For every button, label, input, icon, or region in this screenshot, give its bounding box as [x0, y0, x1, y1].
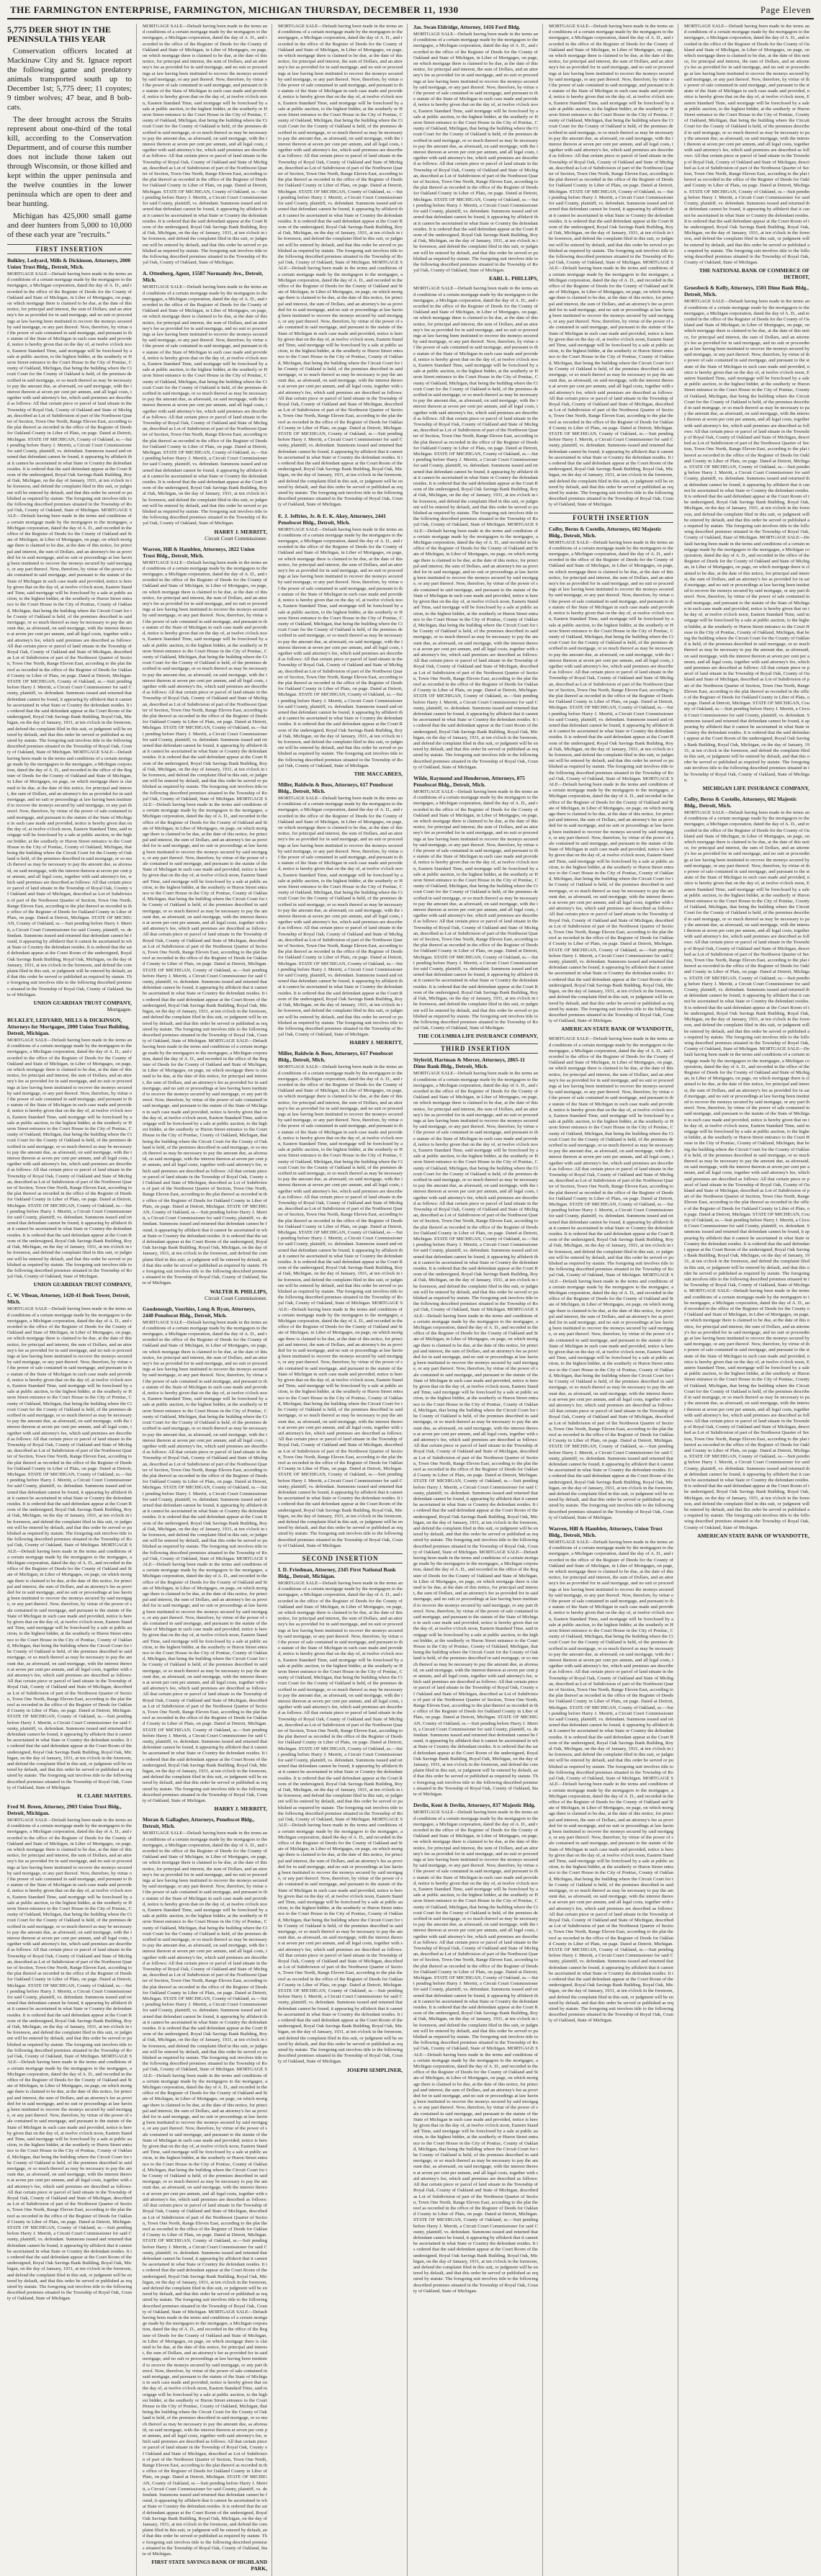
notice-signer: UNION GUARDIAN TRUST COMPANY, [33, 999, 132, 1006]
notice-body: MORTGAGE SALE—Default having been made in the terms and conditions of a certain mortgage made by the mortgagors to the mortgagee, a Michigan corporation, dated the day of A. D., and recorded in the office of the Register of Deeds for the County of Oakland and State of Michigan, in Liber of Mortgages, on page, on which mortgage there is claimed to be due, at the date of this notice, for principal and interest, the sum of Dollars, and an attorney's fee as provided for in said mortgage, and no suit or proceedings at law having been instituted to recover the moneys secured by said mortgage, or any part thereof. Now, therefore, by virtue of the power of sale contained in said mortgage, and pursuant to the statute of the State of Michigan in such case made and provided, notice is hereby given that on the day of, at twelve o'clock noon, Eastern Standard Time, said mortgage will be foreclosed by a sale at public auction, to the highest bidder, at the southerly or Huron Street entrance to the Court House in the City of Pontiac, County of Oakland, Michigan, that being the building where the Circuit Court for the County of Oakland is held, of the premises described in said mortgage, or so much thereof as may be necessary to pay the amount due, as aforesaid, on said mortgage, with the interest thereon at seven per cent per annum, and all legal costs, together with said attorney's fee, which said premises are described as follows: All that certain piece or parcel of land situate in the Township of Royal Oak, County of Oakland and State of Michigan, described as Lot of Subdivision of part of the Northwest Quarter of Section, Town One North, Range Eleven East, according to the plat thereof as recorded in the office of the Register of Deeds for Oakland County in Liber of Plats, on page. Dated at Detroit, Michigan. STATE OF MICHIGAN, County of Oakland, ss.—Suit pending before Harry J. Merritt, a Circuit Court Commissioner for said County, plaintiff, vs. defendant. Summons issued and returned that defendant cannot be found, it appearing by affidavit that it cannot be ascertained in what State or Country the defendant resides. It is ordered that the said defendant appear at the Court Room of the undersigned, Royal Oak Savings Bank Building, Royal Oak, Michigan, on the day of January, 1931, at ten o'clock in the forenoon, and defend the complaint filed in this suit, or judgment will be entered by default, and that this order be served or published as required by statute. The foregoing suit involves title to the following described premises situated in the Township of Royal Oak, County of Oakland, State of Michigan. [7, 1037, 132, 1280]
notice-signature [7, 1000, 132, 1013]
notice-signature [278, 1039, 403, 1046]
legal-notice [684, 284, 809, 791]
notice-signer: THE COLUMBIA LIFE INSURANCE COMPANY, [418, 1033, 538, 1040]
notice-attorney: Stylerid, Hartman & Mercer, Attorneys, 2865-11 Dime Bank Bldg., Detroit, Mich. [413, 1056, 525, 1070]
masthead-title: THE FARMINGTON ENTERPRISE, FARMINGTON, MICHIGAN THURSDAY, DECEMBER 11, 1930 [10, 4, 459, 15]
notice-attorney: Colby, Berns & Costello, Attorneys, 602 Majestic Bldg., Detroit, Mich. [549, 525, 662, 539]
notice-signer-role: Circuit Court Commissioner. [205, 1294, 267, 1301]
legal-notice [684, 796, 809, 1539]
notice-body: MORTGAGE SALE—Default having been made in the terms and conditions of a certain mortgage made by the mortgagors to the mortgagee, a Michigan corporation, dated the day of A. D., and recorded in the office of the Register of Deeds for the County of Oakland and State of Michigan, in Liber of Mortgages, on page, on which mortgage there is claimed to be due, at the date of this notice, for principal and interest, the sum of Dollars, and an attorney's fee as provided for in said mortgage, and no suit or proceedings at law having been instituted to recover the moneys secured by said mortgage, or any part thereof. Now, therefore, by virtue of the power of sale contained in said mortgage, and pursuant to the statute of the State of Michigan in such case made and provided, notice is hereby given that on the day of, at twelve o'clock noon, Eastern Standard Time, said mortgage will be foreclosed by a sale at public auction, to the highest bidder, at the southerly or Huron Street entrance to the Court House in the City of Pontiac, County of Oakland, Michigan, that being the building where the Circuit Court for the County of Oakland is held, of the premises described in said mortgage, or so much thereof as may be necessary to pay the amount due, as aforesaid, on said mortgage, with the interest thereon at seven per cent per annum, and all legal costs, together with said attorney's fee, which said premises are described as follows: All that certain piece or parcel of land situate in the Township of Royal Oak, County of Oakland and State of Michigan, described as Lot of Subdivision of part of the Northwest Quarter of Section, Town One North, Range Eleven East, according to the plat thereof as recorded in the office of the Register of Deeds for Oakland County in Liber of Plats, on page. Dated at Detroit, Michigan. STATE OF MICHIGAN, County of Oakland, ss.—Suit pending before Harry J. Merritt, a Circuit Court Commissioner for said County, plaintiff, vs. defendant. Summons issued and returned that defendant cannot be found, it appearing by affidavit that it cannot be ascertained in what State or Country the defendant resides. It is ordered that the said defendant appear at the Court Room of the undersigned, Royal Oak Savings Bank Building, Royal Oak, Michigan, on the day of January, 1931, at ten o'clock in the forenoon, and defend the complaint filed in this suit, or judgment will be entered by default, and that this order be served or published as required by statute. The foregoing suit involves title to the following described premises situated in the Township of Royal Oak, County of Oakland, State of Michigan. MORTGAGE SALE—Default having been made in the terms and conditions of a certain mortgage made by the mortgagors to the mortgagee, a Michigan corporation, dated the day of A. D., and recorded in the office of the Register of Deeds for the County of Oakland and State of Michigan, in Liber of Mortgages, on page, on which mortgage there is claimed to be due, at the date of this notice, for principal and interest, the sum of Dollars, and an attorney's fee as provided for in said mortgage, and no suit or proceedings at law having been instituted to recover the moneys secured by said mortgage, or any part thereof. Now, therefore, by virtue of the power of sale contained in said mortgage, and pursuant to the statute of the State of Michigan in such case made and provided, notice is hereby given that on the day of, at twelve o'clock noon, Eastern Standard Time, said mortgage will be foreclosed by a sale at public auction, to the highest bidder, at the southerly or Huron Street entrance to the Court House in the City of Pontiac, County of Oakland, Michigan, that being the building where the Circuit Court for the County of Oakland is held, of the premises described in said mortgage, or so much thereof as may be necessary to pay the amount due, as aforesaid, on said mortgage, with the interest thereon at seven per cent per annum, and all legal costs, together with said attorney's fee, which said premises are described as follows: All that certain piece or parcel of land situate in the Township of Royal Oak, County of Oakland and State of Michigan, described as Lot of Subdivision of part of the Northwest Quarter of Section, Town One North, Range Eleven East, according to the plat thereof as recorded in the office of the Register of Deeds for Oakland County in Liber of Plats, on page. Dated at Detroit, Michigan. STATE OF MICHIGAN, County of Oakland, ss.—Suit pending before Harry J. Merritt, a Circuit Court Commissioner for said County, plaintiff, vs. defendant. Summons issued and returned that defendant cannot be found, it appearing by affidavit that it cannot be ascertained in what State or Country the defendant resides. It is ordered that the said defendant appear at the Court Room of the undersigned, Royal Oak Savings Bank Building, Royal Oak, Michigan, on the day of January, 1931, at ten o'clock in the forenoon, and defend the complaint filed in this suit, or judgment will be entered by default, and that this order be served or published as required by statute. The foregoing suit involves title to the following described premises situated in the Township of Royal Oak, County of Oakland, State of Michigan. [413, 286, 538, 770]
legal-notice [413, 286, 538, 771]
notice-body: MORTGAGE SALE—Default having been made in the terms and conditions of a certain mortgage made by the mortgagors to the mortgagee, a Michigan corporation, dated the day of A. D., and recorded in the office of the Register of Deeds for the County of Oakland and State of Michigan, in Liber of Mortgages, on page, on which mortgage there is claimed to be due, at the date of this notice, for principal and interest, the sum of Dollars, and an attorney's fee as provided for in said mortgage, and no suit or proceedings at law having been instituted to recover the moneys secured by said mortgage, or any part thereof. Now, therefore, by virtue of the power of sale contained in said mortgage, and pursuant to the statute of the State of Michigan in such case made and provided, notice is hereby given that on the day of, at twelve o'clock noon, Eastern Standard Time, said mortgage will be foreclosed by a sale at public auction, to the highest bidder, at the southerly or Huron Street entrance to the Court House in the City of Pontiac, County of Oakland, Michigan, that being the building where the Circuit Court for the County of Oakland is held, of the premises described in said mortgage, or so much thereof as may be necessary to pay the amount due, as aforesaid, on said mortgage, with the interest thereon at seven per cent per annum, and all legal costs, together with said attorney's fee, which said premises are described as follows: All that certain piece or parcel of land situate in the Township of Royal Oak, County of Oakland and State of Michigan, described as Lot of Subdivision of part of the Northwest Quarter of Section, Town One North, Range Eleven East, according to the plat thereof as recorded in the office of the Register of Deeds for Oakland County in Liber of Plats, on page. Dated at Detroit, Michigan. STATE OF MICHIGAN, County of Oakland, ss.—Suit pending before Harry J. Merritt, a Circuit Court Commissioner for said County, plaintiff, vs. defendant. Summons issued and returned that defendant cannot be found, it appearing by affidavit that it cannot be ascertained in what State or Country the defendant resides. It is ordered that the said defendant appear at the Court Room of the undersigned, Royal Oak Savings Bank Building, Royal Oak, Michigan, on the day of January, 1931, at ten o'clock in the forenoon, and defend the complaint filed in this suit, or judgment will be entered by default, and that this order be served or published as required by statute. The foregoing suit involves title to the following described premises situated in the Township of Royal Oak, County of Oakland, State of Michigan. [143, 24, 267, 266]
section-first-insertion: FIRST INSERTION [7, 244, 132, 254]
notice-attorney: Jas. Swan Eldridge, Attorney, 1416 Ford Bldg. [413, 24, 521, 30]
notice-body: MORTGAGE SALE—Default having been made in the terms and conditions of a certain mortgage made by the mortgagors to the mortgagee, a Michigan corporation, dated the day of A. D., and recorded in the office of the Register of Deeds for the County of Oakland and State of Michigan, in Liber of Mortgages, on page, on which mortgage there is claimed to be due, at the date of this notice, for principal and interest, the sum of Dollars, and an attorney's fee as provided for in said mortgage, and no suit or proceedings at law having been instituted to recover the moneys secured by said mortgage, or any part thereof. Now, therefore, by virtue of the power of sale contained in said mortgage, and pursuant to the statute of the State of Michigan in such case made and provided, notice is hereby given that on the day of, at twelve o'clock noon, Eastern Standard Time, said mortgage will be foreclosed by a sale at public auction, to the highest bidder, at the southerly or Huron Street entrance to the Court House in the City of Pontiac, County of Oakland, Michigan, that being the building where the Circuit Court for the County of Oakland is held, of the premises described in said mortgage, or so much thereof as may be necessary to pay the amount due, as aforesaid, on said mortgage, with the interest thereon at seven per cent per annum, and all legal costs, together with said attorney's fee, which said premises are described as follows: All that certain piece or parcel of land situate in the Township of Royal Oak, County of Oakland and State of Michigan, described as Lot of Subdivision of part of the Northwest Quarter of Section, Town One North, Range Eleven East, according to the plat thereof as recorded in the office of the Register of Deeds for Oakland County in Liber of Plats, on page. Dated at Detroit, Michigan. STATE OF MICHIGAN, County of Oakland, ss.—Suit pending before Harry J. Merritt, a Circuit Court Commissioner for said County, plaintiff, vs. defendant. Summons issued and returned that defendant cannot be found, it appearing by affidavit that it cannot be ascertained in what State or Country the defendant resides. It is ordered that the said defendant appear at the Court Room of the undersigned, Royal Oak Savings Bank Building, Royal Oak, Michigan, on the day of January, 1931, at ten o'clock in the forenoon, and defend the complaint filed in this suit, or judgment will be entered by default, and that this order be served or published as required by statute. The foregoing suit involves title to the following described premises situated in the Township of Royal Oak, County of Oakland, State of Michigan. MORTGAGE SALE—Default having been made in the terms and conditions of a certain mortgage made by the mortgagors to the mortgagee, a Michigan corporation, dated the day of A. D., and recorded in the office of the Register of Deeds for the County of Oakland and State of Michigan, in Liber of Mortgages, on page, on which mortgage there is claimed to be due, at the date of this notice, for principal and interest, the sum of Dollars, and an attorney's fee as provided for in said mortgage, and no suit or proceedings at law having been instituted to recover the moneys secured by said mortgage, or any part thereof. Now, therefore, by virtue of the power of sale contained in said mortgage, and pursuant to the statute of the State of Michigan in such case made and provided, notice is hereby given that on the day of, at twelve o'clock noon, Eastern Standard Time, said mortgage will be foreclosed by a sale at public auction, to the highest bidder, at the southerly or Huron Street entrance to the Court House in the City of Pontiac, County of Oakland, Michigan, that being the building where the Circuit Court for the County of Oakland is held, of the premises described in said mortgage, or so much thereof as may be necessary to pay the amount due, as aforesaid, on said mortgage, with the interest thereon at seven per cent per annum, and all legal costs, together with said attorney's fee, which said premises are described as follows: All that certain piece or parcel of land situate in the Township of Royal Oak, County of Oakland and State of Michigan, described as Lot of Subdivision of part of the Northwest Quarter of Section, Town One North, Range Eleven East, according to the plat thereof as recorded in the office of the Register of Deeds for Oakland County in Liber of Plats, on page. Dated at Detroit, Michigan. STATE OF MICHIGAN, County of Oakland, ss.—Suit pending before Harry J. Merritt, a Circuit Court Commissioner for said County, plaintiff, vs. defendant. Summons issued and returned that defendant cannot be found, it appearing by affidavit that it cannot be ascertained in what State or Country the defendant resides. It is ordered that the said defendant appear at the Court Room of the undersigned, Royal Oak Savings Bank Building, Royal Oak, Michigan, on the day of January, 1931, at ten o'clock in the forenoon, and defend the complaint filed in this suit, or judgment will be entered by default, and that this order be served or published as required by statute. The foregoing suit involves title to the following described premises situated in the Township of Royal Oak, County of Oakland, State of Michigan. MORTGAGE SALE—Default having been made in the terms and conditions of a certain mortgage made by the mortgagors to the mortgagee, a Michigan corporation, dated the day of A. D., and recorded in the office of the Register of Deeds for the County of Oakland and State of Michigan, in Liber of Mortgages, on page, on which mortgage there is claimed to be due, at the date of this notice, for principal and interest, the sum of Dollars, and an attorney's fee as provided for in said mortgage, and no suit or proceedings at law having been instituted to recover the moneys secured by said mortgage, or any part thereof. Now, therefore, by virtue of the power of sale contained in said mortgage, and pursuant to the statute of the State of Michigan in such case made and provided, notice is hereby given that on the day of, at twelve o'clock noon, Eastern Standard Time, said mortgage will be foreclosed by a sale at public auction, to the highest bidder, at the southerly or Huron Street entrance to the Court House in the City of Pontiac, County of Oakland, Michigan, that being the building where the Circuit Court for the County of Oakland is held, of the premises described in said mortgage, or so much thereof as may be necessary to pay the amount due, as aforesaid, on said mortgage, with the interest thereon at seven per cent per annum, and all legal costs, together with said attorney's fee, which said premises are described as follows: All that certain piece or parcel of land situate in the Township of Royal Oak, County of Oakland and State of Michigan, described as Lot of Subdivision of part of the Northwest Quarter of Section, Town One North, Range Eleven East, according to the plat thereof as recorded in the office of the Register of Deeds for Oakland County in Liber of Plats, on page. Dated at Detroit, Michigan. STATE OF MICHIGAN, County of Oakland, ss.—Suit pending before Harry J. Merritt, a Circuit Court Commissioner for said County, plaintiff, vs. defendant. Summons issued and returned that defendant cannot be found, it appearing by affidavit that it cannot be ascertained in what State or Country the defendant resides. It is ordered that the said defendant appear at the Court Room of the undersigned, Royal Oak Savings Bank Building, Royal Oak, Michigan, on the day of January, 1931, at ten o'clock in the forenoon, and defend the complaint filed in this suit, or judgment will be entered by default, and that this order be served or published as required by statute. The foregoing suit involves title to the following described premises situated in the Township of Royal Oak, County of Oakland, State of Michigan. [413, 1071, 538, 1798]
notice-signature [143, 529, 267, 542]
legal-notice [278, 781, 403, 1046]
legal-notice [549, 1036, 673, 1521]
notice-body: MORTGAGE SALE—Default having been made in the terms and conditions of a certain mortgage made by the mortgagors to the mortgagee, a Michigan corporation, dated the day of A. D., and recorded in the office of the Register of Deeds for the County of Oakland and State of Michigan, in Liber of Mortgages, on page, on which mortgage there is claimed to be due, at the date of this notice, for principal and interest, the sum of Dollars, and an attorney's fee as provided for in said mortgage, and no suit or proceedings at law having been instituted to recover the moneys secured by said mortgage, or any part thereof. Now, therefore, by virtue of the power of sale contained in said mortgage, and pursuant to the statute of the State of Michigan in such case made and provided, notice is hereby given that on the day of, at twelve o'clock noon, Eastern Standard Time, said mortgage will be foreclosed by a sale at public auction, to the highest bidder, at the southerly or Huron Street entrance to the Court House in the City of Pontiac, County of Oakland, Michigan, that being the building where the Circuit Court for the County of Oakland is held, of the premises described in said mortgage, or so much thereof as may be necessary to pay the amount due, as aforesaid, on said mortgage, with the interest thereon at seven per cent per annum, and all legal costs, together with said attorney's fee, which said premises are described as follows: All that certain piece or parcel of land situate in the Township of Royal Oak, County of Oakland and State of Michigan, described as Lot of Subdivision of part of the Northwest Quarter of Section, Town One North, Range Eleven East, according to the plat thereof as recorded in the office of the Register of Deeds for Oakland County in Liber of Plats, on page. Dated at Detroit, Michigan. STATE OF MICHIGAN, County of Oakland, ss.—Suit pending before Harry J. Merritt, a Circuit Court Commissioner for said County, plaintiff, vs. defendant. Summons issued and returned that defendant cannot be found, it appearing by affidavit that it cannot be ascertained in what State or Country the defendant resides. It is ordered that the said defendant appear at the Court Room of the undersigned, Royal Oak Savings Bank Building, Royal Oak, Michigan, on the day of January, 1931, at ten o'clock in the forenoon, and defend the complaint filed in this suit, or judgment will be entered by default, and that this order be served or published as required by statute. The foregoing suit involves title to the following described premises situated in the Township of Royal Oak, County of Oakland, State of Michigan. MORTGAGE SALE—Default having been made in the terms and conditions of a certain mortgage made by the mortgagors to the mortgagee, a Michigan corporation, dated the day of A. D., and recorded in the office of the Register of Deeds for the County of Oakland and State of Michigan, in Liber of Mortgages, on page, on which mortgage there is claimed to be due, at the date of this notice, for principal and interest, the sum of Dollars, and an attorney's fee as provided for in said mortgage, and no suit or proceedings at law having been instituted to recover the moneys secured by said mortgage, or any part thereof. Now, therefore, by virtue of the power of sale contained in said mortgage, and pursuant to the statute of the State of Michigan in such case made and provided, notice is hereby given that on the day of, at twelve o'clock noon, Eastern Standard Time, said mortgage will be foreclosed by a sale at public auction, to the highest bidder, at the southerly or Huron Street entrance to the Court House in the City of Pontiac, County of Oakland, Michigan, that being the building where the Circuit Court for the County of Oakland is held, of the premises described in said mortgage, or so much thereof as may be necessary to pay the amount due, as aforesaid, on said mortgage, with the interest thereon at seven per cent per annum, and all legal costs, together with said attorney's fee, which said premises are described as follows: All that certain piece or parcel of land situate in the Township of Royal Oak, County of Oakland and State of Michigan, described as Lot of Subdivision of part of the Northwest Quarter of Section, Town One North, Range Eleven East, according to the plat thereof as recorded in the office of the Register of Deeds for Oakland County in Liber of Plats, on page. Dated at Detroit, Michigan. STATE OF MICHIGAN, County of Oakland, ss.—Suit pending before Harry J. Merritt, a Circuit Court Commissioner for said County, plaintiff, vs. defendant. Summons issued and returned that defendant cannot be found, it appearing by affidavit that it cannot be ascertained in what State or Country the defendant resides. It is ordered that the said defendant appear at the Court Room of the undersigned, Royal Oak Savings Bank Building, Royal Oak, Michigan, on the day of January, 1931, at ten o'clock in the forenoon, and defend the complaint filed in this suit, or judgment will be entered by default, and that this order be served or published as required by statute. The foregoing suit involves title to the following described premises situated in the Township of Royal Oak, County of Oakland, State of Michigan. [278, 1580, 403, 2065]
notice-signature [7, 1792, 132, 1799]
notice-body: MORTGAGE SALE—Default having been made in the terms and conditions of a certain mortgage made by the mortgagors to the mortgagee, a Michigan corporation, dated the day of A. D., and recorded in the office of the Register of Deeds for the County of Oakland and State of Michigan, in Liber of Mortgages, on page, on which mortgage there is claimed to be due, at the date of this notice, for principal and interest, the sum of Dollars, and an attorney's fee as provided for in said mortgage, and no suit or proceedings at law having been instituted to recover the moneys secured by said mortgage, or any part thereof. Now, therefore, by virtue of the power of sale contained in said mortgage, and pursuant to the statute of the State of Michigan in such case made and provided, notice is hereby given that on the day of, at twelve o'clock noon, Eastern Standard Time, said mortgage will be foreclosed by a sale at public auction, to the highest bidder, at the southerly or Huron Street entrance to the Court House in the City of Pontiac, County of Oakland, Michigan, that being the building where the Circuit Court for the County of Oakland is held, of the premises described in said mortgage, or so much thereof as may be necessary to pay the amount due, as aforesaid, on said mortgage, with the interest thereon at seven per cent per annum, and all legal costs, together with said attorney's fee, which said premises are described as follows: All that certain piece or parcel of land situate in the Township of Royal Oak, County of Oakland and State of Michigan, described as Lot of Subdivision of part of the Northwest Quarter of Section, Town One North, Range Eleven East, according to the plat thereof as recorded in the office of the Register of Deeds for Oakland County in Liber of Plats, on page. Dated at Detroit, Michigan. STATE OF MICHIGAN, County of Oakland, ss.—Suit pending before Harry J. Merritt, a Circuit Court Commissioner for said County, plaintiff, vs. defendant. Summons issued and returned that defendant cannot be found, it appearing by affidavit that it cannot be ascertained in what State or Country the defendant resides. It is ordered that the said defendant appear at the Court Room of the undersigned, Royal Oak Savings Bank Building, Royal Oak, Michigan, on the day of January, 1931, at ten o'clock in the forenoon, and defend the complaint filed in this suit, or judgment will be entered by default, and that this order be served or published as required by statute. The foregoing suit involves title to the following described premises situated in the Township of Royal Oak, County of Oakland, State of Michigan. MORTGAGE SALE—Default having been made in the terms and conditions of a certain mortgage made by the mortgagors to the mortgagee, a Michigan corporation, dated the day of A. D., and recorded in the office of the Register of Deeds for the County of Oakland and State of Michigan, in Liber of Mortgages, on page, on which mortgage there is claimed to be due, at the date of this notice, for principal and interest, the sum of Dollars, and an attorney's fee as provided for in said mortgage, and no suit or proceedings at law having been instituted to recover the moneys secured by said mortgage, or any part thereof. Now, therefore, by virtue of the power of sale contained in said mortgage, and pursuant to the statute of the State of Michigan in such case made and provided, notice is hereby given that on the day of, at twelve o'clock noon, Eastern Standard Time, said mortgage will be foreclosed by a sale at public auction, to the highest bidder, at the southerly or Huron Street entrance to the Court House in the City of Pontiac, County of Oakland, Michigan, that being the building where the Circuit Court for the County of Oakland is held, of the premises described in said mortgage, or so much thereof as may be necessary to pay the amount due, as aforesaid, on said mortgage, with the interest thereon at seven per cent per annum, and all legal costs, together with said attorney's fee, which said premises are described as follows: All that certain piece or parcel of land situate in the Township of Royal Oak, County of Oakland and State of Michigan, described as Lot of Subdivision of part of the Northwest Quarter of Section, Town One North, Range Eleven East, according to the plat thereof as recorded in the office of the Register of Deeds for Oakland County in Liber of Plats, on page. Dated at Detroit, Michigan. STATE OF MICHIGAN, County of Oakland, ss.—Suit pending before Harry J. Merritt, a Circuit Court Commissioner for said County, plaintiff, vs. defendant. Summons issued and returned that defendant cannot be found, it appearing by affidavit that it cannot be ascertained in what State or Country the defendant resides. It is ordered that the said defendant appear at the Court Room of the undersigned, Royal Oak Savings Bank Building, Royal Oak, Michigan, on the day of January, 1931, at ten o'clock in the forenoon, and defend the complaint filed in this suit, or judgment will be entered by default, and that this order be served or published as required by statute. The foregoing suit involves title to the following described premises situated in the Township of Royal Oak, County of Oakland, State of Michigan. MORTGAGE SALE—Default having been made in the terms and conditions of a certain mortgage made by the mortgagors to the mortgagee, a Michigan corporation, dated the day of A. D., and recorded in the office of the Register of Deeds for the County of Oakland and State of Michigan, in Liber of Mortgages, on page, on which mortgage there is claimed to be due, at the date of this notice, for principal and interest, the sum of Dollars, and an attorney's fee as provided for in said mortgage, and no suit or proceedings at law having been instituted to recover the moneys secured by said mortgage, or any part thereof. Now, therefore, by virtue of the power of sale contained in said mortgage, and pursuant to the statute of the State of Michigan in such case made and provided, notice is hereby given that on the day of, at twelve o'clock noon, Eastern Standard Time, said mortgage will be foreclosed by a sale at public auction, to the highest bidder, at the southerly or Huron Street entrance to the Court House in the City of Pontiac, County of Oakland, Michigan, that being the building where the Circuit Court for the County of Oakland is held, of the premises described in said mortgage, or so much thereof as may be necessary to pay the amount due, as aforesaid, on said mortgage, with the interest thereon at seven per cent per annum, and all legal costs, together with said attorney's fee, which said premises are described as follows: All that certain piece or parcel of land situate in the Township of Royal Oak, County of Oakland and State of Michigan, described as Lot of Subdivision of part of the Northwest Quarter of Section, Town One North, Range Eleven East, according to the plat thereof as recorded in the office of the Register of Deeds for Oakland County in Liber of Plats, on page. Dated at Detroit, Michigan. STATE OF MICHIGAN, County of Oakland, ss.—Suit pending before Harry J. Merritt, a Circuit Court Commissioner for said County, plaintiff, vs. defendant. Summons issued and returned that defendant cannot be found, it appearing by affidavit that it cannot be ascertained in what State or Country the defendant resides. It is ordered that the said defendant appear at the Court Room of the undersigned, Royal Oak Savings Bank Building, Royal Oak, Michigan, on the day of January, 1931, at ten o'clock in the forenoon, and defend the complaint filed in this suit, or judgment will be entered by default, and that this order be served or published as required by statute. The foregoing suit involves title to the following described premises situated in the Township of Royal Oak, County of Oakland, State of Michigan. [7, 271, 132, 997]
section-fourth-insertion: FOURTH INSERTION [549, 513, 673, 523]
notice-attorney: Fred M. Breen, Attorney, 2903 Union Trust Bldg., Detroit, Michigan. [7, 1803, 122, 1816]
legal-notice [278, 24, 403, 508]
notice-signer: HARRY J. MERRITT, [214, 1805, 267, 1813]
notice-body: MORTGAGE SALE—Default having been made in the terms and conditions of a certain mortgage made by the mortgagors to the mortgagee, a Michigan corporation, dated the day of A. D., and recorded in the office of the Register of Deeds for the County of Oakland and State of Michigan, in Liber of Mortgages, on page, on which mortgage there is claimed to be due, at the date of this notice, for principal and interest, the sum of Dollars, and an attorney's fee as provided for in said mortgage, and no suit or proceedings at law having been instituted to recover the moneys secured by said mortgage, or any part thereof. Now, therefore, by virtue of the power of sale contained in said mortgage, and pursuant to the statute of the State of Michigan in such case made and provided, notice is hereby given that on the day of, at twelve o'clock noon, Eastern Standard Time, said mortgage will be foreclosed by a sale at public auction, to the highest bidder, at the southerly or Huron Street entrance to the Court House in the City of Pontiac, County of Oakland, Michigan, that being the building where the Circuit Court for the County of Oakland is held, of the premises described in said mortgage, or so much thereof as may be necessary to pay the amount due, as aforesaid, on said mortgage, with the interest thereon at seven per cent per annum, and all legal costs, together with said attorney's fee, which said premises are described as follows: All that certain piece or parcel of land situate in the Township of Royal Oak, County of Oakland and State of Michigan, described as Lot of Subdivision of part of the Northwest Quarter of Section, Town One North, Range Eleven East, according to the plat thereof as recorded in the office of the Register of Deeds for Oakland County in Liber of Plats, on page. Dated at Detroit, Michigan. STATE OF MICHIGAN, County of Oakland, ss.—Suit pending before Harry J. Merritt, a Circuit Court Commissioner for said County, plaintiff, vs. defendant. Summons issued and returned that defendant cannot be found, it appearing by affidavit that it cannot be ascertained in what State or Country the defendant resides. It is ordered that the said defendant appear at the Court Room of the undersigned, Royal Oak Savings Bank Building, Royal Oak, Michigan, on the day of January, 1931, at ten o'clock in the forenoon, and defend the complaint filed in this suit, or judgment will be entered by default, and that this order be served or published as required by statute. The foregoing suit involves title to the following described premises situated in the Township of Royal Oak, County of Oakland, State of Michigan. [278, 795, 403, 1038]
notice-body: MORTGAGE SALE—Default having been made in the terms and conditions of a certain mortgage made by the mortgagors to the mortgagee, a Michigan corporation, dated the day of A. D., and recorded in the office of the Register of Deeds for the County of Oakland and State of Michigan, in Liber of Mortgages, on page, on which mortgage there is claimed to be due, at the date of this notice, for principal and interest, the sum of Dollars, and an attorney's fee as provided for in said mortgage, and no suit or proceedings at law having been instituted to recover the moneys secured by said mortgage, or any part thereof. Now, therefore, by virtue of the power of sale contained in said mortgage, and pursuant to the statute of the State of Michigan in such case made and provided, notice is hereby given that on the day of, at twelve o'clock noon, Eastern Standard Time, said mortgage will be foreclosed by a sale at public auction, to the highest bidder, at the southerly or Huron Street entrance to the Court House in the City of Pontiac, County of Oakland, Michigan, that being the building where the Circuit Court for the County of Oakland is held, of the premises described in said mortgage, or so much thereof as may be necessary to pay the amount due, as aforesaid, on said mortgage, with the interest thereon at seven per cent per annum, and all legal costs, together with said attorney's fee, which said premises are described as follows: All that certain piece or parcel of land situate in the Township of Royal Oak, County of Oakland and State of Michigan, described as Lot of Subdivision of part of the Northwest Quarter of Section, Town One North, Range Eleven East, according to the plat thereof as recorded in the office of the Register of Deeds for Oakland County in Liber of Plats, on page. Dated at Detroit, Michigan. STATE OF MICHIGAN, County of Oakland, ss.—Suit pending before Harry J. Merritt, a Circuit Court Commissioner for said County, plaintiff, vs. defendant. Summons issued and returned that defendant cannot be found, it appearing by affidavit that it cannot be ascertained in what State or Country the defendant resides. It is ordered that the said defendant appear at the Court Room of the undersigned, Royal Oak Savings Bank Building, Royal Oak, Michigan, on the day of January, 1931, at ten o'clock in the forenoon, and defend the complaint filed in this suit, or judgment will be entered by default, and that this order be served or published as required by statute. The foregoing suit involves title to the following described premises situated in the Township of Royal Oak, County of Oakland, State of Michigan. MORTGAGE SALE—Default having been made in the terms and conditions of a certain mortgage made by the mortgagors to the mortgagee, a Michigan corporation, dated the day of A. D., and recorded in the office of the Register of Deeds for the County of Oakland and State of Michigan, in Liber of Mortgages, on page, on which mortgage there is claimed to be due, at the date of this notice, for principal and interest, the sum of Dollars, and an attorney's fee as provided for in said mortgage, and no suit or proceedings at law having been instituted to recover the moneys secured by said mortgage, or any part thereof. Now, therefore, by virtue of the power of sale contained in said mortgage, and pursuant to the statute of the State of Michigan in such case made and provided, notice is hereby given that on the day of, at twelve o'clock noon, Eastern Standard Time, said mortgage will be foreclosed by a sale at public auction, to the highest bidder, at the southerly or Huron Street entrance to the Court House in the City of Pontiac, County of Oakland, Michigan, that being the building where the Circuit Court for the County of Oakland is held, of the premises described in said mortgage, or so much thereof as may be necessary to pay the amount due, as aforesaid, on said mortgage, with the interest thereon at seven per cent per annum, and all legal costs, together with said attorney's fee, which said premises are described as follows: All that certain piece or parcel of land situate in the Township of Royal Oak, County of Oakland and State of Michigan, described as Lot of Subdivision of part of the Northwest Quarter of Section, Town One North, Range Eleven East, according to the plat thereof as recorded in the office of the Register of Deeds for Oakland County in Liber of Plats, on page. Dated at Detroit, Michigan. STATE OF MICHIGAN, County of Oakland, ss.—Suit pending before Harry J. Merritt, a Circuit Court Commissioner for said County, plaintiff, vs. defendant. Summons issued and returned that defendant cannot be found, it appearing by affidavit that it cannot be ascertained in what State or Country the defendant resides. It is ordered that the said defendant appear at the Court Room of the undersigned, Royal Oak Savings Bank Building, Royal Oak, Michigan, on the day of January, 1931, at ten o'clock in the forenoon, and defend the complaint filed in this suit, or judgment will be entered by default, and that this order be served or published as required by statute. The foregoing suit involves title to the following described premises situated in the Township of Royal Oak, County of Oakland, State of Michigan. [7, 1306, 132, 1790]
legal-notice [413, 1802, 538, 2294]
legal-notice [7, 1292, 132, 1799]
notice-signer: WALTER B. PHILLIPS, [210, 1288, 267, 1295]
notice-signer: FIRST STATE SAVINGS BANK OF HIGHLAND PARK, [151, 2559, 267, 2572]
notice-signature [684, 1532, 809, 1539]
notice-body: MORTGAGE SALE—Default having been made in the terms and conditions of a certain mortgage made by the mortgagors to the mortgagee, a Michigan corporation, dated the day of A. D., and recorded in the office of the Register of Deeds for the County of Oakland and State of Michigan, in Liber of Mortgages, on page, on which mortgage there is claimed to be due, at the date of this notice, for principal and interest, the sum of Dollars, and an attorney's fee as provided for in said mortgage, and no suit or proceedings at law having been instituted to recover the moneys secured by said mortgage, or any part thereof. Now, therefore, by virtue of the power of sale contained in said mortgage, and pursuant to the statute of the State of Michigan in such case made and provided, notice is hereby given that on the day of, at twelve o'clock noon, Eastern Standard Time, said mortgage will be foreclosed by a sale at public auction, to the highest bidder, at the southerly or Huron Street entrance to the Court House in the City of Pontiac, County of Oakland, Michigan, that being the building where the Circuit Court for the County of Oakland is held, of the premises described in said mortgage, or so much thereof as may be necessary to pay the amount due, as aforesaid, on said mortgage, with the interest thereon at seven per cent per annum, and all legal costs, together with said attorney's fee, which said premises are described as follows: All that certain piece or parcel of land situate in the Township of Royal Oak, County of Oakland and State of Michigan, described as Lot of Subdivision of part of the Northwest Quarter of Section, Town One North, Range Eleven East, according to the plat thereof as recorded in the office of the Register of Deeds for Oakland County in Liber of Plats, on page. Dated at Detroit, Michigan. STATE OF MICHIGAN, County of Oakland, ss.—Suit pending before Harry J. Merritt, a Circuit Court Commissioner for said County, plaintiff, vs. defendant. Summons issued and returned that defendant cannot be found, it appearing by affidavit that it cannot be ascertained in what State or Country the defendant resides. It is ordered that the said defendant appear at the Court Room of the undersigned, Royal Oak Savings Bank Building, Royal Oak, Michigan, on the day of January, 1931, at ten o'clock in the forenoon, and defend the complaint filed in this suit, or judgment will be entered by default, and that this order be served or published as required by statute. The foregoing suit involves title to the following described premises situated in the Township of Royal Oak, County of Oakland, State of Michigan. MORTGAGE SALE—Default having been made in the terms and conditions of a certain mortgage made by the mortgagors to the mortgagee, a Michigan corporation, dated the day of A. D., and recorded in the office of the Register of Deeds for the County of Oakland and State of Michigan, in Liber of Mortgages, on page, on which mortgage there is claimed to be due, at the date of this notice, for principal and interest, the sum of Dollars, and an attorney's fee as provided for in said mortgage, and no suit or proceedings at law having been instituted to recover the moneys secured by said mortgage, or any part thereof. Now, therefore, by virtue of the power of sale contained in said mortgage, and pursuant to the statute of the State of Michigan in such case made and provided, notice is hereby given that on the day of, at twelve o'clock noon, Eastern Standard Time, said mortgage will be foreclosed by a sale at public auction, to the highest bidder, at the southerly or Huron Street entrance to the Court House in the City of Pontiac, County of Oakland, Michigan, that being the building where the Circuit Court for the County of Oakland is held, of the premises described in said mortgage, or so much thereof as may be necessary to pay the amount due, as aforesaid, on said mortgage, with the interest thereon at seven per cent per annum, and all legal costs, together with said attorney's fee, which said premises are described as follows: All that certain piece or parcel of land situate in the Township of Royal Oak, County of Oakland and State of Michigan, described as Lot of Subdivision of part of the Northwest Quarter of Section, Town One North, Range Eleven East, according to the plat thereof as recorded in the office of the Register of Deeds for Oakland County in Liber of Plats, on page. Dated at Detroit, Michigan. STATE OF MICHIGAN, County of Oakland, ss.—Suit pending before Harry J. Merritt, a Circuit Court Commissioner for said County, plaintiff, vs. defendant. Summons issued and returned that defendant cannot be found, it appearing by affidavit that it cannot be ascertained in what State or Country the defendant resides. It is ordered that the said defendant appear at the Court Room of the undersigned, Royal Oak Savings Bank Building, Royal Oak, Michigan, on the day of January, 1931, at ten o'clock in the forenoon, and defend the complaint filed in this suit, or judgment will be entered by default, and that this order be served or published as required by statute. The foregoing suit involves title to the following described premises situated in the Township of Royal Oak, County of Oakland, State of Michigan. MORTGAGE SALE—Default having been made in the terms and conditions of a certain mortgage made by the mortgagors to the mortgagee, a Michigan corporation, dated the day of A. D., and recorded in the office of the Register of Deeds for the County of Oakland and State of Michigan, in Liber of Mortgages, on page, on which mortgage there is claimed to be due, at the date of this notice, for principal and interest, the sum of Dollars, and an attorney's fee as provided for in said mortgage, and no suit or proceedings at law having been instituted to recover the moneys secured by said mortgage, or any part thereof. Now, therefore, by virtue of the power of sale contained in said mortgage, and pursuant to the statute of the State of Michigan in such case made and provided, notice is hereby given that on the day of, at twelve o'clock noon, Eastern Standard Time, said mortgage will be foreclosed by a sale at public auction, to the highest bidder, at the southerly or Huron Street entrance to the Court House in the City of Pontiac, County of Oakland, Michigan, that being the building where the Circuit Court for the County of Oakland is held, of the premises described in said mortgage, or so much thereof as may be necessary to pay the amount due, as aforesaid, on said mortgage, with the interest thereon at seven per cent per annum, and all legal costs, together with said attorney's fee, which said premises are described as follows: All that certain piece or parcel of land situate in the Township of Royal Oak, County of Oakland and State of Michigan, described as Lot of Subdivision of part of the Northwest Quarter of Section, Town One North, Range Eleven East, according to the plat thereof as recorded in the office of the Register of Deeds for Oakland County in Liber of Plats, on page. Dated at Detroit, Michigan. STATE OF MICHIGAN, County of Oakland, ss.—Suit pending before Harry J. Merritt, a Circuit Court Commissioner for said County, plaintiff, vs. defendant. Summons issued and returned that defendant cannot be found, it appearing by affidavit that it cannot be ascertained in what State or Country the defendant resides. It is ordered that the said defendant appear at the Court Room of the undersigned, Royal Oak Savings Bank Building, Royal Oak, Michigan, on the day of January, 1931, at ten o'clock in the forenoon, and defend the complaint filed in this suit, or judgment will be entered by default, and that this order be served or published as required by statute. The foregoing suit involves title to the following described premises situated in the Township of Royal Oak, County of Oakland, State of Michigan. [143, 560, 267, 1286]
notice-body: MORTGAGE SALE—Default having been made in the terms and conditions of a certain mortgage made by the mortgagors to the mortgagee, a Michigan corporation, dated the day of A. D., and recorded in the office of the Register of Deeds for the County of Oakland and State of Michigan, in Liber of Mortgages, on page, on which mortgage there is claimed to be due, at the date of this notice, for principal and interest, the sum of Dollars, and an attorney's fee as provided for in said mortgage, and no suit or proceedings at law having been instituted to recover the moneys secured by said mortgage, or any part thereof. Now, therefore, by virtue of the power of sale contained in said mortgage, and pursuant to the statute of the State of Michigan in such case made and provided, notice is hereby given that on the day of, at twelve o'clock noon, Eastern Standard Time, said mortgage will be foreclosed by a sale at public auction, to the highest bidder, at the southerly or Huron Street entrance to the Court House in the City of Pontiac, County of Oakland, Michigan, that being the building where the Circuit Court for the County of Oakland is held, of the premises described in said mortgage, or so much thereof as may be necessary to pay the amount due, as aforesaid, on said mortgage, with the interest thereon at seven per cent per annum, and all legal costs, together with said attorney's fee, which said premises are described as follows: All that certain piece or parcel of land situate in the Township of Royal Oak, County of Oakland and State of Michigan, described as Lot of Subdivision of part of the Northwest Quarter of Section, Town One North, Range Eleven East, according to the plat thereof as recorded in the office of the Register of Deeds for Oakland County in Liber of Plats, on page. Dated at Detroit, Michigan. STATE OF MICHIGAN, County of Oakland, ss.—Suit pending before Harry J. Merritt, a Circuit Court Commissioner for said County, plaintiff, vs. defendant. Summons issued and returned that defendant cannot be found, it appearing by affidavit that it cannot be ascertained in what State or Country the defendant resides. It is ordered that the said defendant appear at the Court Room of the undersigned, Royal Oak Savings Bank Building, Royal Oak, Michigan, on the day of January, 1931, at ten o'clock in the forenoon, and defend the complaint filed in this suit, or judgment will be entered by default, and that this order be served or published as required by statute. The foregoing suit involves title to the following described premises situated in the Township of Royal Oak, County of Oakland, State of Michigan. MORTGAGE SALE—Default having been made in the terms and conditions of a certain mortgage made by the mortgagors to the mortgagee, a Michigan corporation, dated the day of A. D., and recorded in the office of the Register of Deeds for the County of Oakland and State of Michigan, in Liber of Mortgages, on page, on which mortgage there is claimed to be due, at the date of this notice, for principal and interest, the sum of Dollars, and an attorney's fee as provided for in said mortgage, and no suit or proceedings at law having been instituted to recover the moneys secured by said mortgage, or any part thereof. Now, therefore, by virtue of the power of sale contained in said mortgage, and pursuant to the statute of the State of Michigan in such case made and provided, notice is hereby given that on the day of, at twelve o'clock noon, Eastern Standard Time, said mortgage will be foreclosed by a sale at public auction, to the highest bidder, at the southerly or Huron Street entrance to the Court House in the City of Pontiac, County of Oakland, Michigan, that being the building where the Circuit Court for the County of Oakland is held, of the premises described in said mortgage, or so much thereof as may be necessary to pay the amount due, as aforesaid, on said mortgage, with the interest thereon at seven per cent per annum, and all legal costs, together with said attorney's fee, which said premises are described as follows: All that certain piece or parcel of land situate in the Township of Royal Oak, County of Oakland and State of Michigan, described as Lot of Subdivision of part of the Northwest Quarter of Section, Town One North, Range Eleven East, according to the plat thereof as recorded in the office of the Register of Deeds for Oakland County in Liber of Plats, on page. Dated at Detroit, Michigan. STATE OF MICHIGAN, County of Oakland, ss.—Suit pending before Harry J. Merritt, a Circuit Court Commissioner for said County, plaintiff, vs. defendant. Summons issued and returned that defendant cannot be found, it appearing by affidavit that it cannot be ascertained in what State or Country the defendant resides. It is ordered that the said defendant appear at the Court Room of the undersigned, Royal Oak Savings Bank Building, Royal Oak, Michigan, on the day of January, 1931, at ten o'clock in the forenoon, and defend the complaint filed in this suit, or judgment will be entered by default, and that this order be served or published as required by statute. The foregoing suit involves title to the following described premises situated in the Township of Royal Oak, County of Oakland, State of Michigan. [549, 24, 673, 508]
section-second-insertion: SECOND INSERTION [278, 1553, 403, 1563]
notice-body: MORTGAGE SALE—Default having been made in the terms and conditions of a certain mortgage made by the mortgagors to the mortgagee, a Michigan corporation, dated the day of A. D., and recorded in the office of the Register of Deeds for the County of Oakland and State of Michigan, in Liber of Mortgages, on page, on which mortgage there is claimed to be due, at the date of this notice, for principal and interest, the sum of Dollars, and an attorney's fee as provided for in said mortgage, and no suit or proceedings at law having been instituted to recover the moneys secured by said mortgage, or any part thereof. Now, therefore, by virtue of the power of sale contained in said mortgage, and pursuant to the statute of the State of Michigan in such case made and provided, notice is hereby given that on the day of, at twelve o'clock noon, Eastern Standard Time, said mortgage will be foreclosed by a sale at public auction, to the highest bidder, at the southerly or Huron Street entrance to the Court House in the City of Pontiac, County of Oakland, Michigan, that being the building where the Circuit Court for the County of Oakland is held, of the premises described in said mortgage, or so much thereof as may be necessary to pay the amount due, as aforesaid, on said mortgage, with the interest thereon at seven per cent per annum, and all legal costs, together with said attorney's fee, which said premises are described as follows: All that certain piece or parcel of land situate in the Township of Royal Oak, County of Oakland and State of Michigan, described as Lot of Subdivision of part of the Northwest Quarter of Section, Town One North, Range Eleven East, according to the plat thereof as recorded in the office of the Register of Deeds for Oakland County in Liber of Plats, on page. Dated at Detroit, Michigan. STATE OF MICHIGAN, County of Oakland, ss.—Suit pending before Harry J. Merritt, a Circuit Court Commissioner for said County, plaintiff, vs. defendant. Summons issued and returned that defendant cannot be found, it appearing by affidavit that it cannot be ascertained in what State or Country the defendant resides. It is ordered that the said defendant appear at the Court Room of the undersigned, Royal Oak Savings Bank Building, Royal Oak, Michigan, on the day of January, 1931, at ten o'clock in the forenoon, and defend the complaint filed in this suit, or judgment will be entered by default, and that this order be served or published as required by statute. The foregoing suit involves title to the following described premises situated in the Township of Royal Oak, County of Oakland, State of Michigan. MORTGAGE SALE—Default having been made in the terms and conditions of a certain mortgage made by the mortgagors to the mortgagee, a Michigan corporation, dated the day of A. D., and recorded in the office of the Register of Deeds for the County of Oakland and State of Michigan, in Liber of Mortgages, on page, on which mortgage there is claimed to be due, at the date of this notice, for principal and interest, the sum of Dollars, and an attorney's fee as provided for in said mortgage, and no suit or proceedings at law having been instituted to recover the moneys secured by said mortgage, or any part thereof. Now, therefore, by virtue of the power of sale contained in said mortgage, and pursuant to the statute of the State of Michigan in such case made and provided, notice is hereby given that on the day of, at twelve o'clock noon, Eastern Standard Time, said mortgage will be foreclosed by a sale at public auction, to the highest bidder, at the southerly or Huron Street entrance to the Court House in the City of Pontiac, County of Oakland, Michigan, that being the building where the Circuit Court for the County of Oakland is held, of the premises described in said mortgage, or so much thereof as may be necessary to pay the amount due, as aforesaid, on said mortgage, with the interest thereon at seven per cent per annum, and all legal costs, together with said attorney's fee, which said premises are described as follows: All that certain piece or parcel of land situate in the Township of Royal Oak, County of Oakland and State of Michigan, described as Lot of Subdivision of part of the Northwest Quarter of Section, Town One North, Range Eleven East, according to the plat thereof as recorded in the office of the Register of Deeds for Oakland County in Liber of Plats, on page. Dated at Detroit, Michigan. STATE OF MICHIGAN, County of Oakland, ss.—Suit pending before Harry J. Merritt, a Circuit Court Commissioner for said County, plaintiff, vs. defendant. Summons issued and returned that defendant cannot be found, it appearing by affidavit that it cannot be ascertained in what State or Country the defendant resides. It is ordered that the said defendant appear at the Court Room of the undersigned, Royal Oak Savings Bank Building, Royal Oak, Michigan, on the day of January, 1931, at ten o'clock in the forenoon, and defend the complaint filed in this suit, or judgment will be entered by default, and that this order be served or published as required by statute. The foregoing suit involves title to the following described premises situated in the Township of Royal Oak, County of Oakland, State of Michigan. [143, 1319, 267, 1804]
notice-body: MORTGAGE SALE—Default having been made in the terms and conditions of a certain mortgage made by the mortgagors to the mortgagee, a Michigan corporation, dated the day of A. D., and recorded in the office of the Register of Deeds for the County of Oakland and State of Michigan, in Liber of Mortgages, on page, on which mortgage there is claimed to be due, at the date of this notice, for principal and interest, the sum of Dollars, and an attorney's fee as provided for in said mortgage, and no suit or proceedings at law having been instituted to recover the moneys secured by said mortgage, or any part thereof. Now, therefore, by virtue of the power of sale contained in said mortgage, and pursuant to the statute of the State of Michigan in such case made and provided, notice is hereby given that on the day of, at twelve o'clock noon, Eastern Standard Time, said mortgage will be foreclosed by a sale at public auction, to the highest bidder, at the southerly or Huron Street entrance to the Court House in the City of Pontiac, County of Oakland, Michigan, that being the building where the Circuit Court for the County of Oakland is held, of the premises described in said mortgage, or so much thereof as may be necessary to pay the amount due, as aforesaid, on said mortgage, with the interest thereon at seven per cent per annum, and all legal costs, together with said attorney's fee, which said premises are described as follows: All that certain piece or parcel of land situate in the Township of Royal Oak, County of Oakland and State of Michigan, described as Lot of Subdivision of part of the Northwest Quarter of Section, Town One North, Range Eleven East, according to the plat thereof as recorded in the office of the Register of Deeds for Oakland County in Liber of Plats, on page. Dated at Detroit, Michigan. STATE OF MICHIGAN, County of Oakland, ss.—Suit pending before Harry J. Merritt, a Circuit Court Commissioner for said County, plaintiff, vs. defendant. Summons issued and returned that defendant cannot be found, it appearing by affidavit that it cannot be ascertained in what State or Country the defendant resides. It is ordered that the said defendant appear at the Court Room of the undersigned, Royal Oak Savings Bank Building, Royal Oak, Michigan, on the day of January, 1931, at ten o'clock in the forenoon, and defend the complaint filed in this suit, or judgment will be entered by default, and that this order be served or published as required by statute. The foregoing suit involves title to the following described premises situated in the Township of Royal Oak, County of Oakland, State of Michigan. MORTGAGE SALE—Default having been made in the terms and conditions of a certain mortgage made by the mortgagors to the mortgagee, a Michigan corporation, dated the day of A. D., and recorded in the office of the Register of Deeds for the County of Oakland and State of Michigan, in Liber of Mortgages, on page, on which mortgage there is claimed to be due, at the date of this notice, for principal and interest, the sum of Dollars, and an attorney's fee as provided for in said mortgage, and no suit or proceedings at law having been instituted to recover the moneys secured by said mortgage, or any part thereof. Now, therefore, by virtue of the power of sale contained in said mortgage, and pursuant to the statute of the State of Michigan in such case made and provided, notice is hereby given that on the day of, at twelve o'clock noon, Eastern Standard Time, said mortgage will be foreclosed by a sale at public auction, to the highest bidder, at the southerly or Huron Street entrance to the Court House in the City of Pontiac, County of Oakland, Michigan, that being the building where the Circuit Court for the County of Oakland is held, of the premises described in said mortgage, or so much thereof as may be necessary to pay the amount due, as aforesaid, on said mortgage, with the interest thereon at seven per cent per annum, and all legal costs, together with said attorney's fee, which said premises are described as follows: All that certain piece or parcel of land situate in the Township of Royal Oak, County of Oakland and State of Michigan, described as Lot of Subdivision of part of the Northwest Quarter of Section, Town One North, Range Eleven East, according to the plat thereof as recorded in the office of the Register of Deeds for Oakland County in Liber of Plats, on page. Dated at Detroit, Michigan. STATE OF MICHIGAN, County of Oakland, ss.—Suit pending before Harry J. Merritt, a Circuit Court Commissioner for said County, plaintiff, vs. defendant. Summons issued and returned that defendant cannot be found, it appearing by affidavit that it cannot be ascertained in what State or Country the defendant resides. It is ordered that the said defendant appear at the Court Room of the undersigned, Royal Oak Savings Bank Building, Royal Oak, Michigan, on the day of January, 1931, at ten o'clock in the forenoon, and defend the complaint filed in this suit, or judgment will be entered by default, and that this order be served or published as required by statute. The foregoing suit involves title to the following described premises situated in the Township of Royal Oak, County of Oakland, State of Michigan. [278, 24, 403, 508]
notice-body: MORTGAGE SALE—Default having been made in the terms and conditions of a certain mortgage made by the mortgagors to the mortgagee, a Michigan corporation, dated the day of A. D., and recorded in the office of the Register of Deeds for the County of Oakland and State of Michigan, in Liber of Mortgages, on page, on which mortgage there is claimed to be due, at the date of this notice, for principal and interest, the sum of Dollars, and an attorney's fee as provided for in said mortgage, and no suit or proceedings at law having been instituted to recover the moneys secured by said mortgage, or any part thereof. Now, therefore, by virtue of the power of sale contained in said mortgage, and pursuant to the statute of the State of Michigan in such case made and provided, notice is hereby given that on the day of, at twelve o'clock noon, Eastern Standard Time, said mortgage will be foreclosed by a sale at public auction, to the highest bidder, at the southerly or Huron Street entrance to the Court House in the City of Pontiac, County of Oakland, Michigan, that being the building where the Circuit Court for the County of Oakland is held, of the premises described in said mortgage, or so much thereof as may be necessary to pay the amount due, as aforesaid, on said mortgage, with the interest thereon at seven per cent per annum, and all legal costs, together with said attorney's fee, which said premises are described as follows: All that certain piece or parcel of land situate in the Township of Royal Oak, County of Oakland and State of Michigan, described as Lot of Subdivision of part of the Northwest Quarter of Section, Town One North, Range Eleven East, according to the plat thereof as recorded in the office of the Register of Deeds for Oakland County in Liber of Plats, on page. Dated at Detroit, Michigan. STATE OF MICHIGAN, County of Oakland, ss.—Suit pending before Harry J. Merritt, a Circuit Court Commissioner for said County, plaintiff, vs. defendant. Summons issued and returned that defendant cannot be found, it appearing by affidavit that it cannot be ascertained in what State or Country the defendant resides. It is ordered that the said defendant appear at the Court Room of the undersigned, Royal Oak Savings Bank Building, Royal Oak, Michigan, on the day of January, 1931, at ten o'clock in the forenoon, and defend the complaint filed in this suit, or judgment will be entered by default, and that this order be served or published as required by statute. The foregoing suit involves title to the following described premises situated in the Township of Royal Oak, County of Oakland, State of Michigan. [684, 24, 809, 266]
notice-attorney: Groesbeck & Kelly, Attorneys, 1501 Dime Bank Bldg., Detroit, Mich. [684, 284, 809, 298]
notice-signature [549, 1026, 673, 1032]
notice-signer: THE MACCABEES, [354, 770, 403, 777]
legal-notice [143, 546, 267, 1301]
notice-body: MORTGAGE SALE—Default having been made in the terms and conditions of a certain mortgage made by the mortgagors to the mortgagee, a Michigan corporation, dated the day of A. D., and recorded in the office of the Register of Deeds for the County of Oakland and State of Michigan, in Liber of Mortgages, on page, on which mortgage there is claimed to be due, at the date of this notice, for principal and interest, the sum of Dollars, and an attorney's fee as provided for in said mortgage, and no suit or proceedings at law having been instituted to recover the moneys secured by said mortgage, or any part thereof. Now, therefore, by virtue of the power of sale contained in said mortgage, and pursuant to the statute of the State of Michigan in such case made and provided, notice is hereby given that on the day of, at twelve o'clock noon, Eastern Standard Time, said mortgage will be foreclosed by a sale at public auction, to the highest bidder, at the southerly or Huron Street entrance to the Court House in the City of Pontiac, County of Oakland, Michigan, that being the building where the Circuit Court for the County of Oakland is held, of the premises described in said mortgage, or so much thereof as may be necessary to pay the amount due, as aforesaid, on said mortgage, with the interest thereon at seven per cent per annum, and all legal costs, together with said attorney's fee, which said premises are described as follows: All that certain piece or parcel of land situate in the Township of Royal Oak, County of Oakland and State of Michigan, described as Lot of Subdivision of part of the Northwest Quarter of Section, Town One North, Range Eleven East, according to the plat thereof as recorded in the office of the Register of Deeds for Oakland County in Liber of Plats, on page. Dated at Detroit, Michigan. STATE OF MICHIGAN, County of Oakland, ss.—Suit pending before Harry J. Merritt, a Circuit Court Commissioner for said County, plaintiff, vs. defendant. Summons issued and returned that defendant cannot be found, it appearing by affidavit that it cannot be ascertained in what State or Country the defendant resides. It is ordered that the said defendant appear at the Court Room of the undersigned, Royal Oak Savings Bank Building, Royal Oak, Michigan, on the day of January, 1931, at ten o'clock in the forenoon, and defend the complaint filed in this suit, or judgment will be entered by default, and that this order be served or published as required by statute. The foregoing suit involves title to the following described premises situated in the Township of Royal Oak, County of Oakland, State of Michigan. [278, 526, 403, 768]
notice-signature [278, 771, 403, 777]
notice-signature [413, 1033, 538, 1039]
notice-signature [278, 2067, 403, 2073]
column-6 [684, 24, 814, 2576]
notice-signer: AMERICAN STATE BANK OF WYANDOTTE, [697, 1532, 809, 1539]
masthead [7, 4, 814, 19]
article-paragraph: Conservation officers located at Mackinaw City and St. Ignace report the following game and predatory animals transported south up to December 1st; 5,775 deer; 11 coyotes; 9 timber wolves; 47 bear, and 8 bob-cats. [7, 47, 132, 112]
notice-signature [143, 2559, 267, 2572]
legal-notice [549, 1525, 673, 2024]
notice-signer: H. CLARE MASTERS. [77, 1792, 132, 1799]
notice-signer: HARRY J. MERRITT, [349, 1039, 403, 1046]
notice-attorney: Wilde, Raymond and Henderson, Attorneys, 875 Penobscot Bldg., Detroit, Mich. [413, 774, 525, 788]
columns [7, 24, 814, 2572]
notice-attorney: Miller, Baldwin & Boos, Attorneys, 617 Penobscot Bldg., Detroit, Mich. [278, 781, 393, 794]
legal-notice [143, 24, 267, 266]
legal-notice [143, 270, 267, 541]
notice-attorney: Colby, Berns & Costello, Attorneys, 602 Majestic Bldg., Detroit, Mich. [684, 795, 797, 809]
notice-body: MORTGAGE SALE—Default having been made in the terms and conditions of a certain mortgage made by the mortgagors to the mortgagee, a Michigan corporation, dated the day of A. D., and recorded in the office of the Register of Deeds for the County of Oakland and State of Michigan, in Liber of Mortgages, on page, on which mortgage there is claimed to be due, at the date of this notice, for principal and interest, the sum of Dollars, and an attorney's fee as provided for in said mortgage, and no suit or proceedings at law having been instituted to recover the moneys secured by said mortgage, or any part thereof. Now, therefore, by virtue of the power of sale contained in said mortgage, and pursuant to the statute of the State of Michigan in such case made and provided, notice is hereby given that on the day of, at twelve o'clock noon, Eastern Standard Time, said mortgage will be foreclosed by a sale at public auction, to the highest bidder, at the southerly or Huron Street entrance to the Court House in the City of Pontiac, County of Oakland, Michigan, that being the building where the Circuit Court for the County of Oakland is held, of the premises described in said mortgage, or so much thereof as may be necessary to pay the amount due, as aforesaid, on said mortgage, with the interest thereon at seven per cent per annum, and all legal costs, together with said attorney's fee, which said premises are described as follows: All that certain piece or parcel of land situate in the Township of Royal Oak, County of Oakland and State of Michigan, described as Lot of Subdivision of part of the Northwest Quarter of Section, Town One North, Range Eleven East, according to the plat thereof as recorded in the office of the Register of Deeds for Oakland County in Liber of Plats, on page. Dated at Detroit, Michigan. STATE OF MICHIGAN, County of Oakland, ss.—Suit pending before Harry J. Merritt, a Circuit Court Commissioner for said County, plaintiff, vs. defendant. Summons issued and returned that defendant cannot be found, it appearing by affidavit that it cannot be ascertained in what State or Country the defendant resides. It is ordered that the said defendant appear at the Court Room of the undersigned, Royal Oak Savings Bank Building, Royal Oak, Michigan, on the day of January, 1931, at ten o'clock in the forenoon, and defend the complaint filed in this suit, or judgment will be entered by default, and that this order be served or published as required by statute. The foregoing suit involves title to the following described premises situated in the Township of Royal Oak, County of Oakland, State of Michigan. MORTGAGE SALE—Default having been made in the terms and conditions of a certain mortgage made by the mortgagors to the mortgagee, a Michigan corporation, dated the day of A. D., and recorded in the office of the Register of Deeds for the County of Oakland and State of Michigan, in Liber of Mortgages, on page, on which mortgage there is claimed to be due, at the date of this notice, for principal and interest, the sum of Dollars, and an attorney's fee as provided for in said mortgage, and no suit or proceedings at law having been instituted to recover the moneys secured by said mortgage, or any part thereof. Now, therefore, by virtue of the power of sale contained in said mortgage, and pursuant to the statute of the State of Michigan in such case made and provided, notice is hereby given that on the day of, at twelve o'clock noon, Eastern Standard Time, said mortgage will be foreclosed by a sale at public auction, to the highest bidder, at the southerly or Huron Street entrance to the Court House in the City of Pontiac, County of Oakland, Michigan, that being the building where the Circuit Court for the County of Oakland is held, of the premises described in said mortgage, or so much thereof as may be necessary to pay the amount due, as aforesaid, on said mortgage, with the interest thereon at seven per cent per annum, and all legal costs, together with said attorney's fee, which said premises are described as follows: All that certain piece or parcel of land situate in the Township of Royal Oak, County of Oakland and State of Michigan, described as Lot of Subdivision of part of the Northwest Quarter of Section, Town One North, Range Eleven East, according to the plat thereof as recorded in the office of the Register of Deeds for Oakland County in Liber of Plats, on page. Dated at Detroit, Michigan. STATE OF MICHIGAN, County of Oakland, ss.—Suit pending before Harry J. Merritt, a Circuit Court Commissioner for said County, plaintiff, vs. defendant. Summons issued and returned that defendant cannot be found, it appearing by affidavit that it cannot be ascertained in what State or Country the defendant resides. It is ordered that the said defendant appear at the Court Room of the undersigned, Royal Oak Savings Bank Building, Royal Oak, Michigan, on the day of January, 1931, at ten o'clock in the forenoon, and defend the complaint filed in this suit, or judgment will be entered by default, and that this order be served or published as required by statute. The foregoing suit involves title to the following described premises situated in the Township of Royal Oak, County of Oakland, State of Michigan. [549, 539, 673, 1024]
notice-attorney: BULKLEY, LEDYARD, MILLS & DICKINSON, Attorneys for Mortgagee, 2000 Union Trust Building, Detroit, Michigan. [7, 1016, 130, 1036]
column-5 [549, 24, 678, 2576]
column-4 [413, 24, 543, 2576]
legal-notice [7, 1017, 132, 1288]
legal-notice [413, 775, 538, 1039]
notice-signature [7, 1281, 132, 1288]
notice-body: MORTGAGE SALE—Default having been made in the terms and conditions of a certain mortgage made by the mortgagors to the mortgagee, a Michigan corporation, dated the day of A. D., and recorded in the office of the Register of Deeds for the County of Oakland and State of Michigan, in Liber of Mortgages, on page, on which mortgage there is claimed to be due, at the date of this notice, for principal and interest, the sum of Dollars, and an attorney's fee as provided for in said mortgage, and no suit or proceedings at law having been instituted to recover the moneys secured by said mortgage, or any part thereof. Now, therefore, by virtue of the power of sale contained in said mortgage, and pursuant to the statute of the State of Michigan in such case made and provided, notice is hereby given that on the day of, at twelve o'clock noon, Eastern Standard Time, said mortgage will be foreclosed by a sale at public auction, to the highest bidder, at the southerly or Huron Street entrance to the Court House in the City of Pontiac, County of Oakland, Michigan, that being the building where the Circuit Court for the County of Oakland is held, of the premises described in said mortgage, or so much thereof as may be necessary to pay the amount due, as aforesaid, on said mortgage, with the interest thereon at seven per cent per annum, and all legal costs, together with said attorney's fee, which said premises are described as follows: All that certain piece or parcel of land situate in the Township of Royal Oak, County of Oakland and State of Michigan, described as Lot of Subdivision of part of the Northwest Quarter of Section, Town One North, Range Eleven East, according to the plat thereof as recorded in the office of the Register of Deeds for Oakland County in Liber of Plats, on page. Dated at Detroit, Michigan. STATE OF MICHIGAN, County of Oakland, ss.—Suit pending before Harry J. Merritt, a Circuit Court Commissioner for said County, plaintiff, vs. defendant. Summons issued and returned that defendant cannot be found, it appearing by affidavit that it cannot be ascertained in what State or Country the defendant resides. It is ordered that the said defendant appear at the Court Room of the undersigned, Royal Oak Savings Bank Building, Royal Oak, Michigan, on the day of January, 1931, at ten o'clock in the forenoon, and defend the complaint filed in this suit, or judgment will be entered by default, and that this order be served or published as required by statute. The foregoing suit involves title to the following described premises situated in the Township of Royal Oak, County of Oakland, State of Michigan. MORTGAGE SALE—Default having been made in the terms and conditions of a certain mortgage made by the mortgagors to the mortgagee, a Michigan corporation, dated the day of A. D., and recorded in the office of the Register of Deeds for the County of Oakland and State of Michigan, in Liber of Mortgages, on page, on which mortgage there is claimed to be due, at the date of this notice, for principal and interest, the sum of Dollars, and an attorney's fee as provided for in said mortgage, and no suit or proceedings at law having been instituted to recover the moneys secured by said mortgage, or any part thereof. Now, therefore, by virtue of the power of sale contained in said mortgage, and pursuant to the statute of the State of Michigan in such case made and provided, notice is hereby given that on the day of, at twelve o'clock noon, Eastern Standard Time, said mortgage will be foreclosed by a sale at public auction, to the highest bidder, at the southerly or Huron Street entrance to the Court House in the City of Pontiac, County of Oakland, Michigan, that being the building where the Circuit Court for the County of Oakland is held, of the premises described in said mortgage, or so much thereof as may be necessary to pay the amount due, as aforesaid, on said mortgage, with the interest thereon at seven per cent per annum, and all legal costs, together with said attorney's fee, which said premises are described as follows: All that certain piece or parcel of land situate in the Township of Royal Oak, County of Oakland and State of Michigan, described as Lot of Subdivision of part of the Northwest Quarter of Section, Town One North, Range Eleven East, according to the plat thereof as recorded in the office of the Register of Deeds for Oakland County in Liber of Plats, on page. Dated at Detroit, Michigan. STATE OF MICHIGAN, County of Oakland, ss.—Suit pending before Harry J. Merritt, a Circuit Court Commissioner for said County, plaintiff, vs. defendant. Summons issued and returned that defendant cannot be found, it appearing by affidavit that it cannot be ascertained in what State or Country the defendant resides. It is ordered that the said defendant appear at the Court Room of the undersigned, Royal Oak Savings Bank Building, Royal Oak, Michigan, on the day of January, 1931, at ten o'clock in the forenoon, and defend the complaint filed in this suit, or judgment will be entered by default, and that this order be served or published as required by statute. The foregoing suit involves title to the following described premises situated in the Township of Royal Oak, County of Oakland, State of Michigan. MORTGAGE SALE—Default having been made in the terms and conditions of a certain mortgage made by the mortgagors to the mortgagee, a Michigan corporation, dated the day of A. D., and recorded in the office of the Register of Deeds for the County of Oakland and State of Michigan, in Liber of Mortgages, on page, on which mortgage there is claimed to be due, at the date of this notice, for principal and interest, the sum of Dollars, and an attorney's fee as provided for in said mortgage, and no suit or proceedings at law having been instituted to recover the moneys secured by said mortgage, or any part thereof. Now, therefore, by virtue of the power of sale contained in said mortgage, and pursuant to the statute of the State of Michigan in such case made and provided, notice is hereby given that on the day of, at twelve o'clock noon, Eastern Standard Time, said mortgage will be foreclosed by a sale at public auction, to the highest bidder, at the southerly or Huron Street entrance to the Court House in the City of Pontiac, County of Oakland, Michigan, that being the building where the Circuit Court for the County of Oakland is held, of the premises described in said mortgage, or so much thereof as may be necessary to pay the amount due, as aforesaid, on said mortgage, with the interest thereon at seven per cent per annum, and all legal costs, together with said attorney's fee, which said premises are described as follows: All that certain piece or parcel of land situate in the Township of Royal Oak, County of Oakland and State of Michigan, described as Lot of Subdivision of part of the Northwest Quarter of Section, Town One North, Range Eleven East, according to the plat thereof as recorded in the office of the Register of Deeds for Oakland County in Liber of Plats, on page. Dated at Detroit, Michigan. STATE OF MICHIGAN, County of Oakland, ss.—Suit pending before Harry J. Merritt, a Circuit Court Commissioner for said County, plaintiff, vs. defendant. Summons issued and returned that defendant cannot be found, it appearing by affidavit that it cannot be ascertained in what State or Country the defendant resides. It is ordered that the said defendant appear at the Court Room of the undersigned, Royal Oak Savings Bank Building, Royal Oak, Michigan, on the day of January, 1931, at ten o'clock in the forenoon, and defend the complaint filed in this suit, or judgment will be entered by default, and that this order be served or published as required by statute. The foregoing suit involves title to the following described premises situated in the Township of Royal Oak, County of Oakland, State of Michigan. [143, 1831, 267, 2557]
notice-attorney: Warren, Hill & Hamblen, Attorneys, 2822 Union Trust Bldg., Detroit, Mich. [143, 545, 255, 559]
notice-body: MORTGAGE SALE—Default having been made in the terms and conditions of a certain mortgage made by the mortgagors to the mortgagee, a Michigan corporation, dated the day of A. D., and recorded in the office of the Register of Deeds for the County of Oakland and State of Michigan, in Liber of Mortgages, on page, on which mortgage there is claimed to be due, at the date of this notice, for principal and interest, the sum of Dollars, and an attorney's fee as provided for in said mortgage, and no suit or proceedings at law having been instituted to recover the moneys secured by said mortgage, or any part thereof. Now, therefore, by virtue of the power of sale contained in said mortgage, and pursuant to the statute of the State of Michigan in such case made and provided, notice is hereby given that on the day of, at twelve o'clock noon, Eastern Standard Time, said mortgage will be foreclosed by a sale at public auction, to the highest bidder, at the southerly or Huron Street entrance to the Court House in the City of Pontiac, County of Oakland, Michigan, that being the building where the Circuit Court for the County of Oakland is held, of the premises described in said mortgage, or so much thereof as may be necessary to pay the amount due, as aforesaid, on said mortgage, with the interest thereon at seven per cent per annum, and all legal costs, together with said attorney's fee, which said premises are described as follows: All that certain piece or parcel of land situate in the Township of Royal Oak, County of Oakland and State of Michigan, described as Lot of Subdivision of part of the Northwest Quarter of Section, Town One North, Range Eleven East, according to the plat thereof as recorded in the office of the Register of Deeds for Oakland County in Liber of Plats, on page. Dated at Detroit, Michigan. STATE OF MICHIGAN, County of Oakland, ss.—Suit pending before Harry J. Merritt, a Circuit Court Commissioner for said County, plaintiff, vs. defendant. Summons issued and returned that defendant cannot be found, it appearing by affidavit that it cannot be ascertained in what State or Country the defendant resides. It is ordered that the said defendant appear at the Court Room of the undersigned, Royal Oak Savings Bank Building, Royal Oak, Michigan, on the day of January, 1931, at ten o'clock in the forenoon, and defend the complaint filed in this suit, or judgment will be entered by default, and that this order be served or published as required by statute. The foregoing suit involves title to the following described premises situated in the Township of Royal Oak, County of Oakland, State of Michigan. MORTGAGE SALE—Default having been made in the terms and conditions of a certain mortgage made by the mortgagors to the mortgagee, a Michigan corporation, dated the day of A. D., and recorded in the office of the Register of Deeds for the County of Oakland and State of Michigan, in Liber of Mortgages, on page, on which mortgage there is claimed to be due, at the date of this notice, for principal and interest, the sum of Dollars, and an attorney's fee as provided for in said mortgage, and no suit or proceedings at law having been instituted to recover the moneys secured by said mortgage, or any part thereof. Now, therefore, by virtue of the power of sale contained in said mortgage, and pursuant to the statute of the State of Michigan in such case made and provided, notice is hereby given that on the day of, at twelve o'clock noon, Eastern Standard Time, said mortgage will be foreclosed by a sale at public auction, to the highest bidder, at the southerly or Huron Street entrance to the Court House in the City of Pontiac, County of Oakland, Michigan, that being the building where the Circuit Court for the County of Oakland is held, of the premises described in said mortgage, or so much thereof as may be necessary to pay the amount due, as aforesaid, on said mortgage, with the interest thereon at seven per cent per annum, and all legal costs, together with said attorney's fee, which said premises are described as follows: All that certain piece or parcel of land situate in the Township of Royal Oak, County of Oakland and State of Michigan, described as Lot of Subdivision of part of the Northwest Quarter of Section, Town One North, Range Eleven East, according to the plat thereof as recorded in the office of the Register of Deeds for Oakland County in Liber of Plats, on page. Dated at Detroit, Michigan. STATE OF MICHIGAN, County of Oakland, ss.—Suit pending before Harry J. Merritt, a Circuit Court Commissioner for said County, plaintiff, vs. defendant. Summons issued and returned that defendant cannot be found, it appearing by affidavit that it cannot be ascertained in what State or Country the defendant resides. It is ordered that the said defendant appear at the Court Room of the undersigned, Royal Oak Savings Bank Building, Royal Oak, Michigan, on the day of January, 1931, at ten o'clock in the forenoon, and defend the complaint filed in this suit, or judgment will be entered by default, and that this order be served or published as required by statute. The foregoing suit involves title to the following described premises situated in the Township of Royal Oak, County of Oakland, State of Michigan. [278, 1064, 403, 1548]
notice-signer-role: Mortgagee. [107, 1005, 132, 1013]
notice-body: MORTGAGE SALE—Default having been made in the terms and conditions of a certain mortgage made by the mortgagors to the mortgagee, a Michigan corporation, dated the day of A. D., and recorded in the office of the Register of Deeds for the County of Oakland and State of Michigan, in Liber of Mortgages, on page, on which mortgage there is claimed to be due, at the date of this notice, for principal and interest, the sum of Dollars, and an attorney's fee as provided for in said mortgage, and no suit or proceedings at law having been instituted to recover the moneys secured by said mortgage, or any part thereof. Now, therefore, by virtue of the power of sale contained in said mortgage, and pursuant to the statute of the State of Michigan in such case made and provided, notice is hereby given that on the day of, at twelve o'clock noon, Eastern Standard Time, said mortgage will be foreclosed by a sale at public auction, to the highest bidder, at the southerly or Huron Street entrance to the Court House in the City of Pontiac, County of Oakland, Michigan, that being the building where the Circuit Court for the County of Oakland is held, of the premises described in said mortgage, or so much thereof as may be necessary to pay the amount due, as aforesaid, on said mortgage, with the interest thereon at seven per cent per annum, and all legal costs, together with said attorney's fee, which said premises are described as follows: All that certain piece or parcel of land situate in the Township of Royal Oak, County of Oakland and State of Michigan, described as Lot of Subdivision of part of the Northwest Quarter of Section, Town One North, Range Eleven East, according to the plat thereof as recorded in the office of the Register of Deeds for Oakland County in Liber of Plats, on page. Dated at Detroit, Michigan. STATE OF MICHIGAN, County of Oakland, ss.—Suit pending before Harry J. Merritt, a Circuit Court Commissioner for said County, plaintiff, vs. defendant. Summons issued and returned that defendant cannot be found, it appearing by affidavit that it cannot be ascertained in what State or Country the defendant resides. It is ordered that the said defendant appear at the Court Room of the undersigned, Royal Oak Savings Bank Building, Royal Oak, Michigan, on the day of January, 1931, at ten o'clock in the forenoon, and defend the complaint filed in this suit, or judgment will be entered by default, and that this order be served or published as required by statute. The foregoing suit involves title to the following described premises situated in the Township of Royal Oak, County of Oakland, State of Michigan. MORTGAGE SALE—Default having been made in the terms and conditions of a certain mortgage made by the mortgagors to the mortgagee, a Michigan corporation, dated the day of A. D., and recorded in the office of the Register of Deeds for the County of Oakland and State of Michigan, in Liber of Mortgages, on page, on which mortgage there is claimed to be due, at the date of this notice, for principal and interest, the sum of Dollars, and an attorney's fee as provided for in said mortgage, and no suit or proceedings at law having been instituted to recover the moneys secured by said mortgage, or any part thereof. Now, therefore, by virtue of the power of sale contained in said mortgage, and pursuant to the statute of the State of Michigan in such case made and provided, notice is hereby given that on the day of, at twelve o'clock noon, Eastern Standard Time, said mortgage will be foreclosed by a sale at public auction, to the highest bidder, at the southerly or Huron Street entrance to the Court House in the City of Pontiac, County of Oakland, Michigan, that being the building where the Circuit Court for the County of Oakland is held, of the premises described in said mortgage, or so much thereof as may be necessary to pay the amount due, as aforesaid, on said mortgage, with the interest thereon at seven per cent per annum, and all legal costs, together with said attorney's fee, which said premises are described as follows: All that certain piece or parcel of land situate in the Township of Royal Oak, County of Oakland and State of Michigan, described as Lot of Subdivision of part of the Northwest Quarter of Section, Town One North, Range Eleven East, according to the plat thereof as recorded in the office of the Register of Deeds for Oakland County in Liber of Plats, on page. Dated at Detroit, Michigan. STATE OF MICHIGAN, County of Oakland, ss.—Suit pending before Harry J. Merritt, a Circuit Court Commissioner for said County, plaintiff, vs. defendant. Summons issued and returned that defendant cannot be found, it appearing by affidavit that it cannot be ascertained in what State or Country the defendant resides. It is ordered that the said defendant appear at the Court Room of the undersigned, Royal Oak Savings Bank Building, Royal Oak, Michigan, on the day of January, 1931, at ten o'clock in the forenoon, and defend the complaint filed in this suit, or judgment will be entered by default, and that this order be served or published as required by statute. The foregoing suit involves title to the following described premises situated in the Township of Royal Oak, County of Oakland, State of Michigan. [684, 299, 809, 783]
notice-signer: JOSEPH SEMPLINER, [346, 2066, 403, 2073]
article-headline: 5,775 DEER SHOT IN THE PENINSULA THIS YEAR [7, 24, 111, 44]
notice-attorney: Warren, Hill & Hamblen, Attorneys, Union Trust Bldg., Detroit, Mich. [549, 1525, 663, 1538]
legal-notice [7, 1803, 132, 2302]
legal-notice [7, 257, 132, 1013]
notice-body: MORTGAGE SALE—Default having been made in the terms and conditions of a certain mortgage made by the mortgagors to the mortgagee, a Michigan corporation, dated the day of A. D., and recorded in the office of the Register of Deeds for the County of Oakland and State of Michigan, in Liber of Mortgages, on page, on which mortgage there is claimed to be due, at the date of this notice, for principal and interest, the sum of Dollars, and an attorney's fee as provided for in said mortgage, and no suit or proceedings at law having been instituted to recover the moneys secured by said mortgage, or any part thereof. Now, therefore, by virtue of the power of sale contained in said mortgage, and pursuant to the statute of the State of Michigan in such case made and provided, notice is hereby given that on the day of, at twelve o'clock noon, Eastern Standard Time, said mortgage will be foreclosed by a sale at public auction, to the highest bidder, at the southerly or Huron Street entrance to the Court House in the City of Pontiac, County of Oakland, Michigan, that being the building where the Circuit Court for the County of Oakland is held, of the premises described in said mortgage, or so much thereof as may be necessary to pay the amount due, as aforesaid, on said mortgage, with the interest thereon at seven per cent per annum, and all legal costs, together with said attorney's fee, which said premises are described as follows: All that certain piece or parcel of land situate in the Township of Royal Oak, County of Oakland and State of Michigan, described as Lot of Subdivision of part of the Northwest Quarter of Section, Town One North, Range Eleven East, according to the plat thereof as recorded in the office of the Register of Deeds for Oakland County in Liber of Plats, on page. Dated at Detroit, Michigan. STATE OF MICHIGAN, County of Oakland, ss.—Suit pending before Harry J. Merritt, a Circuit Court Commissioner for said County, plaintiff, vs. defendant. Summons issued and returned that defendant cannot be found, it appearing by affidavit that it cannot be ascertained in what State or Country the defendant resides. It is ordered that the said defendant appear at the Court Room of the undersigned, Royal Oak Savings Bank Building, Royal Oak, Michigan, on the day of January, 1931, at ten o'clock in the forenoon, and defend the complaint filed in this suit, or judgment will be entered by default, and that this order be served or published as required by statute. The foregoing suit involves title to the following described premises situated in the Township of Royal Oak, County of Oakland, State of Michigan. MORTGAGE SALE—Default having been made in the terms and conditions of a certain mortgage made by the mortgagors to the mortgagee, a Michigan corporation, dated the day of A. D., and recorded in the office of the Register of Deeds for the County of Oakland and State of Michigan, in Liber of Mortgages, on page, on which mortgage there is claimed to be due, at the date of this notice, for principal and interest, the sum of Dollars, and an attorney's fee as provided for in said mortgage, and no suit or proceedings at law having been instituted to recover the moneys secured by said mortgage, or any part thereof. Now, therefore, by virtue of the power of sale contained in said mortgage, and pursuant to the statute of the State of Michigan in such case made and provided, notice is hereby given that on the day of, at twelve o'clock noon, Eastern Standard Time, said mortgage will be foreclosed by a sale at public auction, to the highest bidder, at the southerly or Huron Street entrance to the Court House in the City of Pontiac, County of Oakland, Michigan, that being the building where the Circuit Court for the County of Oakland is held, of the premises described in said mortgage, or so much thereof as may be necessary to pay the amount due, as aforesaid, on said mortgage, with the interest thereon at seven per cent per annum, and all legal costs, together with said attorney's fee, which said premises are described as follows: All that certain piece or parcel of land situate in the Township of Royal Oak, County of Oakland and State of Michigan, described as Lot of Subdivision of part of the Northwest Quarter of Section, Town One North, Range Eleven East, according to the plat thereof as recorded in the office of the Register of Deeds for Oakland County in Liber of Plats, on page. Dated at Detroit, Michigan. STATE OF MICHIGAN, County of Oakland, ss.—Suit pending before Harry J. Merritt, a Circuit Court Commissioner for said County, plaintiff, vs. defendant. Summons issued and returned that defendant cannot be found, it appearing by affidavit that it cannot be ascertained in what State or Country the defendant resides. It is ordered that the said defendant appear at the Court Room of the undersigned, Royal Oak Savings Bank Building, Royal Oak, Michigan, on the day of January, 1931, at ten o'clock in the forenoon, and defend the complaint filed in this suit, or judgment will be entered by default, and that this order be served or published as required by statute. The foregoing suit involves title to the following described premises situated in the Township of Royal Oak, County of Oakland, State of Michigan. [413, 1810, 538, 2294]
notice-body: MORTGAGE SALE—Default having been made in the terms and conditions of a certain mortgage made by the mortgagors to the mortgagee, a Michigan corporation, dated the day of A. D., and recorded in the office of the Register of Deeds for the County of Oakland and State of Michigan, in Liber of Mortgages, on page, on which mortgage there is claimed to be due, at the date of this notice, for principal and interest, the sum of Dollars, and an attorney's fee as provided for in said mortgage, and no suit or proceedings at law having been instituted to recover the moneys secured by said mortgage, or any part thereof. Now, therefore, by virtue of the power of sale contained in said mortgage, and pursuant to the statute of the State of Michigan in such case made and provided, notice is hereby given that on the day of, at twelve o'clock noon, Eastern Standard Time, said mortgage will be foreclosed by a sale at public auction, to the highest bidder, at the southerly or Huron Street entrance to the Court House in the City of Pontiac, County of Oakland, Michigan, that being the building where the Circuit Court for the County of Oakland is held, of the premises described in said mortgage, or so much thereof as may be necessary to pay the amount due, as aforesaid, on said mortgage, with the interest thereon at seven per cent per annum, and all legal costs, together with said attorney's fee, which said premises are described as follows: All that certain piece or parcel of land situate in the Township of Royal Oak, County of Oakland and State of Michigan, described as Lot of Subdivision of part of the Northwest Quarter of Section, Town One North, Range Eleven East, according to the plat thereof as recorded in the office of the Register of Deeds for Oakland County in Liber of Plats, on page. Dated at Detroit, Michigan. STATE OF MICHIGAN, County of Oakland, ss.—Suit pending before Harry J. Merritt, a Circuit Court Commissioner for said County, plaintiff, vs. defendant. Summons issued and returned that defendant cannot be found, it appearing by affidavit that it cannot be ascertained in what State or Country the defendant resides. It is ordered that the said defendant appear at the Court Room of the undersigned, Royal Oak Savings Bank Building, Royal Oak, Michigan, on the day of January, 1931, at ten o'clock in the forenoon, and defend the complaint filed in this suit, or judgment will be entered by default, and that this order be served or published as required by statute. The foregoing suit involves title to the following described premises situated in the Township of Royal Oak, County of Oakland, State of Michigan. [413, 789, 538, 1031]
notice-attorney: Devlin, Kent & Devlin, Attorneys, 837 Majestic Bldg. [413, 1802, 536, 1809]
legal-notice [413, 24, 538, 282]
notice-signer: THE NATIONAL BANK OF COMMERCE OF DETROIT, [699, 267, 809, 281]
notice-signer-role: Circuit Court Commissioner. [205, 534, 267, 542]
notice-body: MORTGAGE SALE—Default having been made in the terms and conditions of a certain mortgage made by the mortgagors to the mortgagee, a Michigan corporation, dated the day of A. D., and recorded in the office of the Register of Deeds for the County of Oakland and State of Michigan, in Liber of Mortgages, on page, on which mortgage there is claimed to be due, at the date of this notice, for principal and interest, the sum of Dollars, and an attorney's fee as provided for in said mortgage, and no suit or proceedings at law having been instituted to recover the moneys secured by said mortgage, or any part thereof. Now, therefore, by virtue of the power of sale contained in said mortgage, and pursuant to the statute of the State of Michigan in such case made and provided, notice is hereby given that on the day of, at twelve o'clock noon, Eastern Standard Time, said mortgage will be foreclosed by a sale at public auction, to the highest bidder, at the southerly or Huron Street entrance to the Court House in the City of Pontiac, County of Oakland, Michigan, that being the building where the Circuit Court for the County of Oakland is held, of the premises described in said mortgage, or so much thereof as may be necessary to pay the amount due, as aforesaid, on said mortgage, with the interest thereon at seven per cent per annum, and all legal costs, together with said attorney's fee, which said premises are described as follows: All that certain piece or parcel of land situate in the Township of Royal Oak, County of Oakland and State of Michigan, described as Lot of Subdivision of part of the Northwest Quarter of Section, Town One North, Range Eleven East, according to the plat thereof as recorded in the office of the Register of Deeds for Oakland County in Liber of Plats, on page. Dated at Detroit, Michigan. STATE OF MICHIGAN, County of Oakland, ss.—Suit pending before Harry J. Merritt, a Circuit Court Commissioner for said County, plaintiff, vs. defendant. Summons issued and returned that defendant cannot be found, it appearing by affidavit that it cannot be ascertained in what State or Country the defendant resides. It is ordered that the said defendant appear at the Court Room of the undersigned, Royal Oak Savings Bank Building, Royal Oak, Michigan, on the day of January, 1931, at ten o'clock in the forenoon, and defend the complaint filed in this suit, or judgment will be entered by default, and that this order be served or published as required by statute. The foregoing suit involves title to the following described premises situated in the Township of Royal Oak, County of Oakland, State of Michigan. [413, 32, 538, 274]
legal-notice [278, 513, 403, 777]
notice-attorney: E. J. Jeffries, Jr. & E. K. Akey, Attorneys, 2441 Penobscot Bldg., Detroit, Mich. [278, 512, 386, 526]
legal-notice [143, 1306, 267, 1813]
notice-signature [413, 275, 538, 282]
notice-attorney: A. Ottenberg, Agent, 15587 Normandy Ave., Detroit, Mich. [143, 270, 264, 284]
legal-notice [413, 1056, 538, 1798]
column-1 [7, 24, 137, 2576]
article-paragraph: The deer brought across the Straits represent about one-third of the total kill, according to the Conservation Department, and of course this number does not include those taken out through Wisconsin, or those killed and kept within the upper peninsula and the twelve counties in the lower peninsula which are open to deer and bear hunting. [7, 115, 132, 208]
column-2 [143, 24, 272, 2576]
notice-attorney: Moran & Gallagher, Attorneys, Penobscot Bldg., Detroit, Mich. [143, 1816, 255, 1830]
notice-body: MORTGAGE SALE—Default having been made in the terms and conditions of a certain mortgage made by the mortgagors to the mortgagee, a Michigan corporation, dated the day of A. D., and recorded in the office of the Register of Deeds for the County of Oakland and State of Michigan, in Liber of Mortgages, on page, on which mortgage there is claimed to be due, at the date of this notice, for principal and interest, the sum of Dollars, and an attorney's fee as provided for in said mortgage, and no suit or proceedings at law having been instituted to recover the moneys secured by said mortgage, or any part thereof. Now, therefore, by virtue of the power of sale contained in said mortgage, and pursuant to the statute of the State of Michigan in such case made and provided, notice is hereby given that on the day of, at twelve o'clock noon, Eastern Standard Time, said mortgage will be foreclosed by a sale at public auction, to the highest bidder, at the southerly or Huron Street entrance to the Court House in the City of Pontiac, County of Oakland, Michigan, that being the building where the Circuit Court for the County of Oakland is held, of the premises described in said mortgage, or so much thereof as may be necessary to pay the amount due, as aforesaid, on said mortgage, with the interest thereon at seven per cent per annum, and all legal costs, together with said attorney's fee, which said premises are described as follows: All that certain piece or parcel of land situate in the Township of Royal Oak, County of Oakland and State of Michigan, described as Lot of Subdivision of part of the Northwest Quarter of Section, Town One North, Range Eleven East, according to the plat thereof as recorded in the office of the Register of Deeds for Oakland County in Liber of Plats, on page. Dated at Detroit, Michigan. STATE OF MICHIGAN, County of Oakland, ss.—Suit pending before Harry J. Merritt, a Circuit Court Commissioner for said County, plaintiff, vs. defendant. Summons issued and returned that defendant cannot be found, it appearing by affidavit that it cannot be ascertained in what State or Country the defendant resides. It is ordered that the said defendant appear at the Court Room of the undersigned, Royal Oak Savings Bank Building, Royal Oak, Michigan, on the day of January, 1931, at ten o'clock in the forenoon, and defend the complaint filed in this suit, or judgment will be entered by default, and that this order be served or published as required by statute. The foregoing suit involves title to the following described premises situated in the Township of Royal Oak, County of Oakland, State of Michigan. MORTGAGE SALE—Default having been made in the terms and conditions of a certain mortgage made by the mortgagors to the mortgagee, a Michigan corporation, dated the day of A. D., and recorded in the office of the Register of Deeds for the County of Oakland and State of Michigan, in Liber of Mortgages, on page, on which mortgage there is claimed to be due, at the date of this notice, for principal and interest, the sum of Dollars, and an attorney's fee as provided for in said mortgage, and no suit or proceedings at law having been instituted to recover the moneys secured by said mortgage, or any part thereof. Now, therefore, by virtue of the power of sale contained in said mortgage, and pursuant to the statute of the State of Michigan in such case made and provided, notice is hereby given that on the day of, at twelve o'clock noon, Eastern Standard Time, said mortgage will be foreclosed by a sale at public auction, to the highest bidder, at the southerly or Huron Street entrance to the Court House in the City of Pontiac, County of Oakland, Michigan, that being the building where the Circuit Court for the County of Oakland is held, of the premises described in said mortgage, or so much thereof as may be necessary to pay the amount due, as aforesaid, on said mortgage, with the interest thereon at seven per cent per annum, and all legal costs, together with said attorney's fee, which said premises are described as follows: All that certain piece or parcel of land situate in the Township of Royal Oak, County of Oakland and State of Michigan, described as Lot of Subdivision of part of the Northwest Quarter of Section, Town One North, Range Eleven East, according to the plat thereof as recorded in the office of the Register of Deeds for Oakland County in Liber of Plats, on page. Dated at Detroit, Michigan. STATE OF MICHIGAN, County of Oakland, ss.—Suit pending before Harry J. Merritt, a Circuit Court Commissioner for said County, plaintiff, vs. defendant. Summons issued and returned that defendant cannot be found, it appearing by affidavit that it cannot be ascertained in what State or Country the defendant resides. It is ordered that the said defendant appear at the Court Room of the undersigned, Royal Oak Savings Bank Building, Royal Oak, Michigan, on the day of January, 1931, at ten o'clock in the forenoon, and defend the complaint filed in this suit, or judgment will be entered by default, and that this order be served or published as required by statute. The foregoing suit involves title to the following described premises situated in the Township of Royal Oak, County of Oakland, State of Michigan. [7, 1817, 132, 2302]
legal-notice [549, 24, 673, 508]
legal-notice [278, 1566, 403, 2073]
notice-signature [684, 785, 809, 791]
notice-signer: EARL L. PHILLIPS, [489, 275, 538, 282]
notice-body: MORTGAGE SALE—Default having been made in the terms and conditions of a certain mortgage made by the mortgagors to the mortgagee, a Michigan corporation, dated the day of A. D., and recorded in the office of the Register of Deeds for the County of Oakland and State of Michigan, in Liber of Mortgages, on page, on which mortgage there is claimed to be due, at the date of this notice, for principal and interest, the sum of Dollars, and an attorney's fee as provided for in said mortgage, and no suit or proceedings at law having been instituted to recover the moneys secured by said mortgage, or any part thereof. Now, therefore, by virtue of the power of sale contained in said mortgage, and pursuant to the statute of the State of Michigan in such case made and provided, notice is hereby given that on the day of, at twelve o'clock noon, Eastern Standard Time, said mortgage will be foreclosed by a sale at public auction, to the highest bidder, at the southerly or Huron Street entrance to the Court House in the City of Pontiac, County of Oakland, Michigan, that being the building where the Circuit Court for the County of Oakland is held, of the premises described in said mortgage, or so much thereof as may be necessary to pay the amount due, as aforesaid, on said mortgage, with the interest thereon at seven per cent per annum, and all legal costs, together with said attorney's fee, which said premises are described as follows: All that certain piece or parcel of land situate in the Township of Royal Oak, County of Oakland and State of Michigan, described as Lot of Subdivision of part of the Northwest Quarter of Section, Town One North, Range Eleven East, according to the plat thereof as recorded in the office of the Register of Deeds for Oakland County in Liber of Plats, on page. Dated at Detroit, Michigan. STATE OF MICHIGAN, County of Oakland, ss.—Suit pending before Harry J. Merritt, a Circuit Court Commissioner for said County, plaintiff, vs. defendant. Summons issued and returned that defendant cannot be found, it appearing by affidavit that it cannot be ascertained in what State or Country the defendant resides. It is ordered that the said defendant appear at the Court Room of the undersigned, Royal Oak Savings Bank Building, Royal Oak, Michigan, on the day of January, 1931, at ten o'clock in the forenoon, and defend the complaint filed in this suit, or judgment will be entered by default, and that this order be served or published as required by statute. The foregoing suit involves title to the following described premises situated in the Township of Royal Oak, County of Oakland, State of Michigan. MORTGAGE SALE—Default having been made in the terms and conditions of a certain mortgage made by the mortgagors to the mortgagee, a Michigan corporation, dated the day of A. D., and recorded in the office of the Register of Deeds for the County of Oakland and State of Michigan, in Liber of Mortgages, on page, on which mortgage there is claimed to be due, at the date of this notice, for principal and interest, the sum of Dollars, and an attorney's fee as provided for in said mortgage, and no suit or proceedings at law having been instituted to recover the moneys secured by said mortgage, or any part thereof. Now, therefore, by virtue of the power of sale contained in said mortgage, and pursuant to the statute of the State of Michigan in such case made and provided, notice is hereby given that on the day of, at twelve o'clock noon, Eastern Standard Time, said mortgage will be foreclosed by a sale at public auction, to the highest bidder, at the southerly or Huron Street entrance to the Court House in the City of Pontiac, County of Oakland, Michigan, that being the building where the Circuit Court for the County of Oakland is held, of the premises described in said mortgage, or so much thereof as may be necessary to pay the amount due, as aforesaid, on said mortgage, with the interest thereon at seven per cent per annum, and all legal costs, together with said attorney's fee, which said premises are described as follows: All that certain piece or parcel of land situate in the Township of Royal Oak, County of Oakland and State of Michigan, described as Lot of Subdivision of part of the Northwest Quarter of Section, Town One North, Range Eleven East, according to the plat thereof as recorded in the office of the Register of Deeds for Oakland County in Liber of Plats, on page. Dated at Detroit, Michigan. STATE OF MICHIGAN, County of Oakland, ss.—Suit pending before Harry J. Merritt, a Circuit Court Commissioner for said County, plaintiff, vs. defendant. Summons issued and returned that defendant cannot be found, it appearing by affidavit that it cannot be ascertained in what State or Country the defendant resides. It is ordered that the said defendant appear at the Court Room of the undersigned, Royal Oak Savings Bank Building, Royal Oak, Michigan, on the day of January, 1931, at ten o'clock in the forenoon, and defend the complaint filed in this suit, or judgment will be entered by default, and that this order be served or published as required by statute. The foregoing suit involves title to the following described premises situated in the Township of Royal Oak, County of Oakland, State of Michigan. MORTGAGE SALE—Default having been made in the terms and conditions of a certain mortgage made by the mortgagors to the mortgagee, a Michigan corporation, dated the day of A. D., and recorded in the office of the Register of Deeds for the County of Oakland and State of Michigan, in Liber of Mortgages, on page, on which mortgage there is claimed to be due, at the date of this notice, for principal and interest, the sum of Dollars, and an attorney's fee as provided for in said mortgage, and no suit or proceedings at law having been instituted to recover the moneys secured by said mortgage, or any part thereof. Now, therefore, by virtue of the power of sale contained in said mortgage, and pursuant to the statute of the State of Michigan in such case made and provided, notice is hereby given that on the day of, at twelve o'clock noon, Eastern Standard Time, said mortgage will be foreclosed by a sale at public auction, to the highest bidder, at the southerly or Huron Street entrance to the Court House in the City of Pontiac, County of Oakland, Michigan, that being the building where the Circuit Court for the County of Oakland is held, of the premises described in said mortgage, or so much thereof as may be necessary to pay the amount due, as aforesaid, on said mortgage, with the interest thereon at seven per cent per annum, and all legal costs, together with said attorney's fee, which said premises are described as follows: All that certain piece or parcel of land situate in the Township of Royal Oak, County of Oakland and State of Michigan, described as Lot of Subdivision of part of the Northwest Quarter of Section, Town One North, Range Eleven East, according to the plat thereof as recorded in the office of the Register of Deeds for Oakland County in Liber of Plats, on page. Dated at Detroit, Michigan. STATE OF MICHIGAN, County of Oakland, ss.—Suit pending before Harry J. Merritt, a Circuit Court Commissioner for said County, plaintiff, vs. defendant. Summons issued and returned that defendant cannot be found, it appearing by affidavit that it cannot be ascertained in what State or Country the defendant resides. It is ordered that the said defendant appear at the Court Room of the undersigned, Royal Oak Savings Bank Building, Royal Oak, Michigan, on the day of January, 1931, at ten o'clock in the forenoon, and defend the complaint filed in this suit, or judgment will be entered by default, and that this order be served or published as required by statute. The foregoing suit involves title to the following described premises situated in the Township of Royal Oak, County of Oakland, State of Michigan. [684, 809, 809, 1530]
notice-attorney: C. W. Vibean, Attorney, 1420-41 Book Tower, Detroit, Mich. [7, 1292, 130, 1306]
notice-body: MORTGAGE SALE—Default having been made in the terms and conditions of a certain mortgage made by the mortgagors to the mortgagee, a Michigan corporation, dated the day of A. D., and recorded in the office of the Register of Deeds for the County of Oakland and State of Michigan, in Liber of Mortgages, on page, on which mortgage there is claimed to be due, at the date of this notice, for principal and interest, the sum of Dollars, and an attorney's fee as provided for in said mortgage, and no suit or proceedings at law having been instituted to recover the moneys secured by said mortgage, or any part thereof. Now, therefore, by virtue of the power of sale contained in said mortgage, and pursuant to the statute of the State of Michigan in such case made and provided, notice is hereby given that on the day of, at twelve o'clock noon, Eastern Standard Time, said mortgage will be foreclosed by a sale at public auction, to the highest bidder, at the southerly or Huron Street entrance to the Court House in the City of Pontiac, County of Oakland, Michigan, that being the building where the Circuit Court for the County of Oakland is held, of the premises described in said mortgage, or so much thereof as may be necessary to pay the amount due, as aforesaid, on said mortgage, with the interest thereon at seven per cent per annum, and all legal costs, together with said attorney's fee, which said premises are described as follows: All that certain piece or parcel of land situate in the Township of Royal Oak, County of Oakland and State of Michigan, described as Lot of Subdivision of part of the Northwest Quarter of Section, Town One North, Range Eleven East, according to the plat thereof as recorded in the office of the Register of Deeds for Oakland County in Liber of Plats, on page. Dated at Detroit, Michigan. STATE OF MICHIGAN, County of Oakland, ss.—Suit pending before Harry J. Merritt, a Circuit Court Commissioner for said County, plaintiff, vs. defendant. Summons issued and returned that defendant cannot be found, it appearing by affidavit that it cannot be ascertained in what State or Country the defendant resides. It is ordered that the said defendant appear at the Court Room of the undersigned, Royal Oak Savings Bank Building, Royal Oak, Michigan, on the day of January, 1931, at ten o'clock in the forenoon, and defend the complaint filed in this suit, or judgment will be entered by default, and that this order be served or published as required by statute. The foregoing suit involves title to the following described premises situated in the Township of Royal Oak, County of Oakland, State of Michigan. MORTGAGE SALE—Default having been made in the terms and conditions of a certain mortgage made by the mortgagors to the mortgagee, a Michigan corporation, dated the day of A. D., and recorded in the office of the Register of Deeds for the County of Oakland and State of Michigan, in Liber of Mortgages, on page, on which mortgage there is claimed to be due, at the date of this notice, for principal and interest, the sum of Dollars, and an attorney's fee as provided for in said mortgage, and no suit or proceedings at law having been instituted to recover the moneys secured by said mortgage, or any part thereof. Now, therefore, by virtue of the power of sale contained in said mortgage, and pursuant to the statute of the State of Michigan in such case made and provided, notice is hereby given that on the day of, at twelve o'clock noon, Eastern Standard Time, said mortgage will be foreclosed by a sale at public auction, to the highest bidder, at the southerly or Huron Street entrance to the Court House in the City of Pontiac, County of Oakland, Michigan, that being the building where the Circuit Court for the County of Oakland is held, of the premises described in said mortgage, or so much thereof as may be necessary to pay the amount due, as aforesaid, on said mortgage, with the interest thereon at seven per cent per annum, and all legal costs, together with said attorney's fee, which said premises are described as follows: All that certain piece or parcel of land situate in the Township of Royal Oak, County of Oakland and State of Michigan, described as Lot of Subdivision of part of the Northwest Quarter of Section, Town One North, Range Eleven East, according to the plat thereof as recorded in the office of the Register of Deeds for Oakland County in Liber of Plats, on page. Dated at Detroit, Michigan. STATE OF MICHIGAN, County of Oakland, ss.—Suit pending before Harry J. Merritt, a Circuit Court Commissioner for said County, plaintiff, vs. defendant. Summons issued and returned that defendant cannot be found, it appearing by affidavit that it cannot be ascertained in what State or Country the defendant resides. It is ordered that the said defendant appear at the Court Room of the undersigned, Royal Oak Savings Bank Building, Royal Oak, Michigan, on the day of January, 1931, at ten o'clock in the forenoon, and defend the complaint filed in this suit, or judgment will be entered by default, and that this order be served or published as required by statute. The foregoing suit involves title to the following described premises situated in the Township of Royal Oak, County of Oakland, State of Michigan. [549, 1539, 673, 2024]
notice-signer: HARRY J. MERRITT, [214, 528, 267, 535]
notice-signature [143, 1288, 267, 1301]
column-3 [278, 24, 408, 2576]
notice-body: MORTGAGE SALE—Default having been made in the terms and conditions of a certain mortgage made by the mortgagors to the mortgagee, a Michigan corporation, dated the day of A. D., and recorded in the office of the Register of Deeds for the County of Oakland and State of Michigan, in Liber of Mortgages, on page, on which mortgage there is claimed to be due, at the date of this notice, for principal and interest, the sum of Dollars, and an attorney's fee as provided for in said mortgage, and no suit or proceedings at law having been instituted to recover the moneys secured by said mortgage, or any part thereof. Now, therefore, by virtue of the power of sale contained in said mortgage, and pursuant to the statute of the State of Michigan in such case made and provided, notice is hereby given that on the day of, at twelve o'clock noon, Eastern Standard Time, said mortgage will be foreclosed by a sale at public auction, to the highest bidder, at the southerly or Huron Street entrance to the Court House in the City of Pontiac, County of Oakland, Michigan, that being the building where the Circuit Court for the County of Oakland is held, of the premises described in said mortgage, or so much thereof as may be necessary to pay the amount due, as aforesaid, on said mortgage, with the interest thereon at seven per cent per annum, and all legal costs, together with said attorney's fee, which said premises are described as follows: All that certain piece or parcel of land situate in the Township of Royal Oak, County of Oakland and State of Michigan, described as Lot of Subdivision of part of the Northwest Quarter of Section, Town One North, Range Eleven East, according to the plat thereof as recorded in the office of the Register of Deeds for Oakland County in Liber of Plats, on page. Dated at Detroit, Michigan. STATE OF MICHIGAN, County of Oakland, ss.—Suit pending before Harry J. Merritt, a Circuit Court Commissioner for said County, plaintiff, vs. defendant. Summons issued and returned that defendant cannot be found, it appearing by affidavit that it cannot be ascertained in what State or Country the defendant resides. It is ordered that the said defendant appear at the Court Room of the undersigned, Royal Oak Savings Bank Building, Royal Oak, Michigan, on the day of January, 1931, at ten o'clock in the forenoon, and defend the complaint filed in this suit, or judgment will be entered by default, and that this order be served or published as required by statute. The foregoing suit involves title to the following described premises situated in the Township of Royal Oak, County of Oakland, State of Michigan. [143, 284, 267, 526]
notice-signer: MICHIGAN LIFE INSURANCE COMPANY, [702, 784, 809, 791]
notice-signer: AMERICAN STATE BANK OF WYANDOTTE, [561, 1026, 673, 1033]
notice-body: MORTGAGE SALE—Default having been made in the terms and conditions of a certain mortgage made by the mortgagors to the mortgagee, a Michigan corporation, dated the day of A. D., and recorded in the office of the Register of Deeds for the County of Oakland and State of Michigan, in Liber of Mortgages, on page, on which mortgage there is claimed to be due, at the date of this notice, for principal and interest, the sum of Dollars, and an attorney's fee as provided for in said mortgage, and no suit or proceedings at law having been instituted to recover the moneys secured by said mortgage, or any part thereof. Now, therefore, by virtue of the power of sale contained in said mortgage, and pursuant to the statute of the State of Michigan in such case made and provided, notice is hereby given that on the day of, at twelve o'clock noon, Eastern Standard Time, said mortgage will be foreclosed by a sale at public auction, to the highest bidder, at the southerly or Huron Street entrance to the Court House in the City of Pontiac, County of Oakland, Michigan, that being the building where the Circuit Court for the County of Oakland is held, of the premises described in said mortgage, or so much thereof as may be necessary to pay the amount due, as aforesaid, on said mortgage, with the interest thereon at seven per cent per annum, and all legal costs, together with said attorney's fee, which said premises are described as follows: All that certain piece or parcel of land situate in the Township of Royal Oak, County of Oakland and State of Michigan, described as Lot of Subdivision of part of the Northwest Quarter of Section, Town One North, Range Eleven East, according to the plat thereof as recorded in the office of the Register of Deeds for Oakland County in Liber of Plats, on page. Dated at Detroit, Michigan. STATE OF MICHIGAN, County of Oakland, ss.—Suit pending before Harry J. Merritt, a Circuit Court Commissioner for said County, plaintiff, vs. defendant. Summons issued and returned that defendant cannot be found, it appearing by affidavit that it cannot be ascertained in what State or Country the defendant resides. It is ordered that the said defendant appear at the Court Room of the undersigned, Royal Oak Savings Bank Building, Royal Oak, Michigan, on the day of January, 1931, at ten o'clock in the forenoon, and defend the complaint filed in this suit, or judgment will be entered by default, and that this order be served or published as required by statute. The foregoing suit involves title to the following described premises situated in the Township of Royal Oak, County of Oakland, State of Michigan. MORTGAGE SALE—Default having been made in the terms and conditions of a certain mortgage made by the mortgagors to the mortgagee, a Michigan corporation, dated the day of A. D., and recorded in the office of the Register of Deeds for the County of Oakland and State of Michigan, in Liber of Mortgages, on page, on which mortgage there is claimed to be due, at the date of this notice, for principal and interest, the sum of Dollars, and an attorney's fee as provided for in said mortgage, and no suit or proceedings at law having been instituted to recover the moneys secured by said mortgage, or any part thereof. Now, therefore, by virtue of the power of sale contained in said mortgage, and pursuant to the statute of the State of Michigan in such case made and provided, notice is hereby given that on the day of, at twelve o'clock noon, Eastern Standard Time, said mortgage will be foreclosed by a sale at public auction, to the highest bidder, at the southerly or Huron Street entrance to the Court House in the City of Pontiac, County of Oakland, Michigan, that being the building where the Circuit Court for the County of Oakland is held, of the premises described in said mortgage, or so much thereof as may be necessary to pay the amount due, as aforesaid, on said mortgage, with the interest thereon at seven per cent per annum, and all legal costs, together with said attorney's fee, which said premises are described as follows: All that certain piece or parcel of land situate in the Township of Royal Oak, County of Oakland and State of Michigan, described as Lot of Subdivision of part of the Northwest Quarter of Section, Town One North, Range Eleven East, according to the plat thereof as recorded in the office of the Register of Deeds for Oakland County in Liber of Plats, on page. Dated at Detroit, Michigan. STATE OF MICHIGAN, County of Oakland, ss.—Suit pending before Harry J. Merritt, a Circuit Court Commissioner for said County, plaintiff, vs. defendant. Summons issued and returned that defendant cannot be found, it appearing by affidavit that it cannot be ascertained in what State or Country the defendant resides. It is ordered that the said defendant appear at the Court Room of the undersigned, Royal Oak Savings Bank Building, Royal Oak, Michigan, on the day of January, 1931, at ten o'clock in the forenoon, and defend the complaint filed in this suit, or judgment will be entered by default, and that this order be served or published as required by statute. The foregoing suit involves title to the following described premises situated in the Township of Royal Oak, County of Oakland, State of Michigan. [549, 1036, 673, 1520]
section-third-insertion: THIRD INSERTION [413, 1044, 538, 1054]
page-number: Page Eleven [760, 4, 811, 15]
notice-signature [143, 1805, 267, 1812]
notice-attorney: Goodenough, Voorhies, Long & Ryan, Attorneys, 2440 Penobscot Bldg., Detroit, Mich. [143, 1305, 256, 1319]
legal-notice [143, 1816, 267, 2572]
notice-attorney: I. D. Friedman, Attorney, 2345 First National Bank Bldg., Detroit, Michigan. [278, 1566, 396, 1579]
legal-notice [278, 1050, 403, 1549]
notice-attorney: Bulkley, Ledyard, Mills & Dickinson, Attorneys, 2000 Union Trust Bldg., Detroit, Mich. [7, 257, 131, 270]
legal-notice [684, 24, 809, 280]
legal-notice [549, 526, 673, 1033]
article-paragraph: Michigan has 425,000 small game and deer hunters from 5,000 to 10,000 of these each year are "recruits." [7, 212, 132, 239]
notice-signature [684, 267, 809, 280]
notice-signer: UNION GUARDIAN TRUST COMPANY, [33, 1281, 132, 1288]
notice-attorney: Miller, Baldwin & Boos, Attorneys, 617 Penobscot Bldg., Detroit, Mich. [278, 1050, 393, 1064]
